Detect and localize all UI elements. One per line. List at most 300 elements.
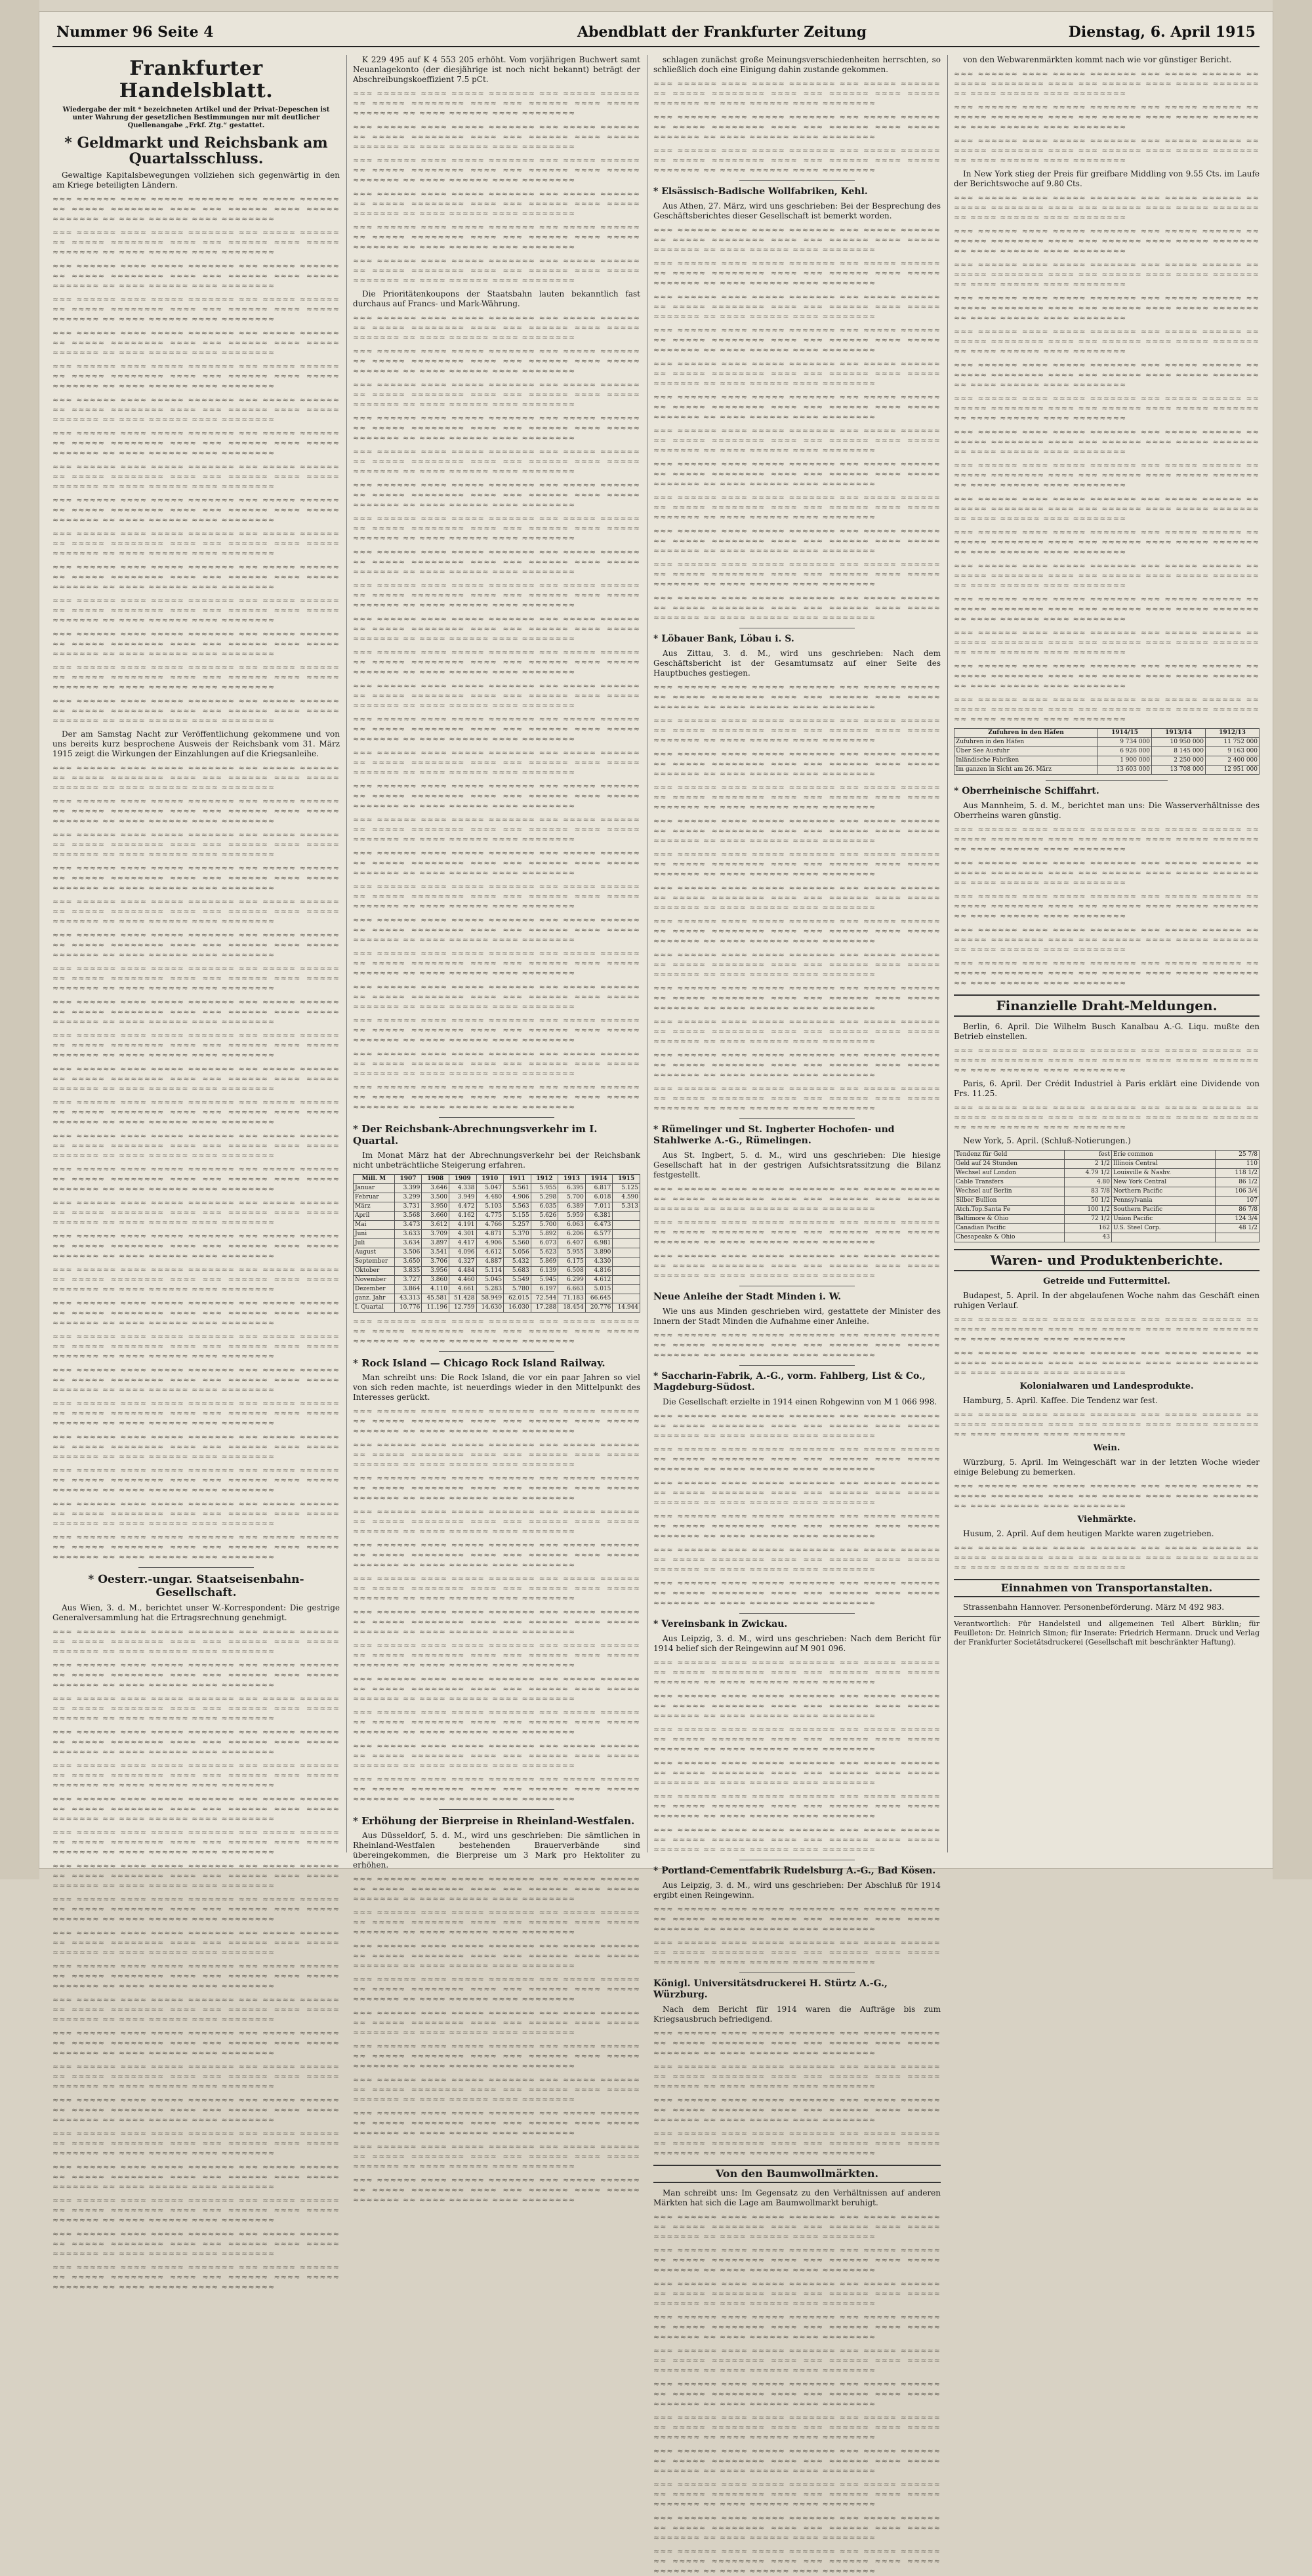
value-cell: 4.096 — [449, 1248, 476, 1257]
article-paragraph: Aus Leipzig, 3. d. M., wird uns geschrieben: Nach dem Bericht für 1914 belief sich der Reingewinn auf M 901 096. — [653, 1634, 941, 1653]
article-separator — [439, 1117, 554, 1118]
clearing-table — [353, 1174, 640, 1313]
illegible-text: ≈≈≈ ≈≈≈≈≈≈ ≈≈≈≈ ≈≈≈≈≈ ≈≈≈≈≈≈≈ ≈≈≈ ≈≈≈≈≈ ≈≈≈≈≈≈ ≈≈ ≈≈≈≈≈ ≈≈≈≈≈≈≈≈ ≈≈≈≈ ≈≈≈ ≈≈≈≈≈≈ ≈≈≈≈ ≈≈≈≈≈ ≈≈≈≈≈≈≈ ≈≈ ≈≈≈≈ ≈≈≈≈≈≈ ≈≈≈≈ ≈≈≈≈≈≈≈≈ — [653, 113, 941, 141]
article-paragraph: Man schreibt uns: Im Gegensatz zu den Verhältnissen auf anderen Märkten hat sich die Lage am Baumwollmarkt beruhigt. — [653, 2188, 941, 2207]
value-cell: 5.045 — [476, 1276, 504, 1285]
value-cell: 5.298 — [531, 1193, 558, 1202]
illegible-text: ≈≈≈ ≈≈≈≈≈≈ ≈≈≈≈ ≈≈≈≈≈ ≈≈≈≈≈≈≈ ≈≈≈ ≈≈≈≈≈ ≈≈≈≈≈≈ ≈≈ ≈≈≈≈≈ ≈≈≈≈≈≈≈≈ ≈≈≈≈ ≈≈≈ ≈≈≈≈≈≈ ≈≈≈≈ ≈≈≈≈≈ ≈≈≈≈≈≈≈ ≈≈ ≈≈≈≈ ≈≈≈≈≈≈ ≈≈≈≈ ≈≈≈≈≈≈≈≈ — [353, 1083, 640, 1111]
illegible-text: ≈≈≈ ≈≈≈≈≈≈ ≈≈≈≈ ≈≈≈≈≈ ≈≈≈≈≈≈≈ ≈≈≈ ≈≈≈≈≈ ≈≈≈≈≈≈ ≈≈ ≈≈≈≈≈ ≈≈≈≈≈≈≈≈ ≈≈≈≈ ≈≈≈ ≈≈≈≈≈≈ ≈≈≈≈ ≈≈≈≈≈ ≈≈≈≈≈≈≈ ≈≈ ≈≈≈≈ ≈≈≈≈≈≈ ≈≈≈≈ ≈≈≈≈≈≈≈≈ — [353, 256, 640, 285]
quote-value: 4.79 1/2 — [1064, 1169, 1111, 1178]
value-cell: 5.892 — [531, 1230, 558, 1239]
month-cell: Januar — [354, 1184, 395, 1193]
article-title: * Geldmarkt und Reichsbank am Quartalsschluss. — [64, 134, 328, 167]
value-cell: 5.125 — [613, 1184, 640, 1193]
illegible-text: ≈≈≈ ≈≈≈≈≈≈ ≈≈≈≈ ≈≈≈≈≈ ≈≈≈≈≈≈≈ ≈≈≈ ≈≈≈≈≈ ≈≈≈≈≈≈ ≈≈ ≈≈≈≈≈ ≈≈≈≈≈≈≈≈ ≈≈≈≈ ≈≈≈ ≈≈≈≈≈≈ ≈≈≈≈ ≈≈≈≈≈ ≈≈≈≈≈≈≈ ≈≈ ≈≈≈≈ ≈≈≈≈≈≈ ≈≈≈≈ ≈≈≈≈≈≈≈≈ — [353, 156, 640, 184]
illegible-text: ≈≈≈ ≈≈≈≈≈≈ ≈≈≈≈ ≈≈≈≈≈ ≈≈≈≈≈≈≈ ≈≈≈ ≈≈≈≈≈ ≈≈≈≈≈≈ ≈≈ ≈≈≈≈≈ ≈≈≈≈≈≈≈≈ ≈≈≈≈ ≈≈≈ ≈≈≈≈≈≈ ≈≈≈≈ ≈≈≈≈≈ ≈≈≈≈≈≈≈ ≈≈ ≈≈≈≈ ≈≈≈≈≈≈ ≈≈≈≈ ≈≈≈≈≈≈≈≈ — [353, 1641, 640, 1669]
illegible-text: ≈≈≈ ≈≈≈≈≈≈ ≈≈≈≈ ≈≈≈≈≈ ≈≈≈≈≈≈≈ ≈≈≈ ≈≈≈≈≈ ≈≈≈≈≈≈ ≈≈ ≈≈≈≈≈ ≈≈≈≈≈≈≈≈ ≈≈≈≈ ≈≈≈ ≈≈≈≈≈≈ ≈≈≈≈ ≈≈≈≈≈ ≈≈≈≈≈≈≈ ≈≈ ≈≈≈≈ ≈≈≈≈≈≈ ≈≈≈≈ ≈≈≈≈≈≈≈≈ — [954, 227, 1260, 255]
illegible-text: ≈≈≈ ≈≈≈≈≈≈ ≈≈≈≈ ≈≈≈≈≈ ≈≈≈≈≈≈≈ ≈≈≈ ≈≈≈≈≈ ≈≈≈≈≈≈ ≈≈ ≈≈≈≈≈ ≈≈≈≈≈≈≈≈ ≈≈≈≈ ≈≈≈ ≈≈≈≈≈≈ ≈≈≈≈ ≈≈≈≈≈ ≈≈≈≈≈≈≈ ≈≈ ≈≈≈≈ ≈≈≈≈≈≈ ≈≈≈≈ ≈≈≈≈≈≈≈≈ — [353, 849, 640, 877]
value-cell: 3.897 — [422, 1239, 449, 1248]
illegible-text: ≈≈≈ ≈≈≈≈≈≈ ≈≈≈≈ ≈≈≈≈≈ ≈≈≈≈≈≈≈ ≈≈≈ ≈≈≈≈≈ ≈≈≈≈≈≈ ≈≈ ≈≈≈≈≈ ≈≈≈≈≈≈≈≈ ≈≈≈≈ ≈≈≈ ≈≈≈≈≈≈ ≈≈≈≈ ≈≈≈≈≈ ≈≈≈≈≈≈≈ ≈≈ ≈≈≈≈ ≈≈≈≈≈≈ ≈≈≈≈ ≈≈≈≈≈≈≈≈ — [653, 783, 941, 811]
value-cell: 3.864 — [394, 1285, 422, 1294]
illegible-text: ≈≈≈ ≈≈≈≈≈≈ ≈≈≈≈ ≈≈≈≈≈ ≈≈≈≈≈≈≈ ≈≈≈ ≈≈≈≈≈ ≈≈≈≈≈≈ ≈≈ ≈≈≈≈≈ ≈≈≈≈≈≈≈≈ ≈≈≈≈ ≈≈≈ ≈≈≈≈≈≈ ≈≈≈≈ ≈≈≈≈≈ ≈≈≈≈≈≈≈ ≈≈ ≈≈≈≈ ≈≈≈≈≈≈ ≈≈≈≈ ≈≈≈≈≈≈≈≈ — [353, 481, 640, 509]
month-cell: März — [354, 1202, 395, 1212]
illegible-text: ≈≈≈ ≈≈≈≈≈≈ ≈≈≈≈ ≈≈≈≈≈ ≈≈≈≈≈≈≈ ≈≈≈ ≈≈≈≈≈ ≈≈≈≈≈≈ ≈≈ ≈≈≈≈≈ ≈≈≈≈≈≈≈≈ ≈≈≈≈ ≈≈≈ ≈≈≈≈≈≈ ≈≈≈≈ ≈≈≈≈≈ ≈≈≈≈≈≈≈ ≈≈ ≈≈≈≈ ≈≈≈≈≈≈ ≈≈≈≈ ≈≈≈≈≈≈≈≈ — [52, 2230, 340, 2258]
value-cell: 6.206 — [558, 1230, 586, 1239]
article-paragraph: Man schreibt uns: Die Rock Island, die vor ein paar Jahren so viel von sich reden machte, ist neuerdings wieder in den Mittelpunkt des Interesses gerückt. — [353, 1373, 640, 1402]
illegible-text: ≈≈≈ ≈≈≈≈≈≈ ≈≈≈≈ ≈≈≈≈≈ ≈≈≈≈≈≈≈ ≈≈≈ ≈≈≈≈≈ ≈≈≈≈≈≈ ≈≈ ≈≈≈≈≈ ≈≈≈≈≈≈≈≈ ≈≈≈≈ ≈≈≈ ≈≈≈≈≈≈ ≈≈≈≈ ≈≈≈≈≈ ≈≈≈≈≈≈≈ ≈≈ ≈≈≈≈ ≈≈≈≈≈≈ ≈≈≈≈ ≈≈≈≈≈≈≈≈ — [954, 260, 1260, 289]
value-cell: 4.775 — [476, 1212, 504, 1221]
illegible-text: ≈≈≈ ≈≈≈≈≈≈ ≈≈≈≈ ≈≈≈≈≈ ≈≈≈≈≈≈≈ ≈≈≈ ≈≈≈≈≈ ≈≈≈≈≈≈ ≈≈ ≈≈≈≈≈ ≈≈≈≈≈≈≈≈ ≈≈≈≈ ≈≈≈ ≈≈≈≈≈≈ ≈≈≈≈ ≈≈≈≈≈ ≈≈≈≈≈≈≈ ≈≈ ≈≈≈≈ ≈≈≈≈≈≈ ≈≈≈≈ ≈≈≈≈≈≈≈≈ — [353, 223, 640, 251]
illegible-text: ≈≈≈ ≈≈≈≈≈≈ ≈≈≈≈ ≈≈≈≈≈ ≈≈≈≈≈≈≈ ≈≈≈ ≈≈≈≈≈ ≈≈≈≈≈≈ ≈≈ ≈≈≈≈≈ ≈≈≈≈≈≈≈≈ ≈≈≈≈ ≈≈≈ ≈≈≈≈≈≈ ≈≈≈≈ ≈≈≈≈≈ ≈≈≈≈≈≈≈ ≈≈ ≈≈≈≈ ≈≈≈≈≈≈ ≈≈≈≈ ≈≈≈≈≈≈≈≈ — [52, 295, 340, 323]
column-rule — [947, 55, 948, 1852]
illegible-text: ≈≈≈ ≈≈≈≈≈≈ ≈≈≈≈ ≈≈≈≈≈ ≈≈≈≈≈≈≈ ≈≈≈ ≈≈≈≈≈ ≈≈≈≈≈≈ ≈≈ ≈≈≈≈≈ ≈≈≈≈≈≈≈≈ ≈≈≈≈ ≈≈≈ ≈≈≈≈≈≈ ≈≈≈≈ ≈≈≈≈≈ ≈≈≈≈≈≈≈ ≈≈ ≈≈≈≈ ≈≈≈≈≈≈ ≈≈≈≈ ≈≈≈≈≈≈≈≈ — [653, 1826, 941, 1854]
value-cell: 5.103 — [476, 1202, 504, 1212]
year-header: 1913/14 — [1152, 729, 1206, 738]
illegible-text: ≈≈≈ ≈≈≈≈≈≈ ≈≈≈≈ ≈≈≈≈≈ ≈≈≈≈≈≈≈ ≈≈≈ ≈≈≈≈≈ ≈≈≈≈≈≈ ≈≈ ≈≈≈≈≈ ≈≈≈≈≈≈≈≈ ≈≈≈≈ ≈≈≈ ≈≈≈≈≈≈ ≈≈≈≈ ≈≈≈≈≈ ≈≈≈≈≈≈≈ ≈≈ ≈≈≈≈ ≈≈≈≈≈≈ ≈≈≈≈ ≈≈≈≈≈≈≈≈ — [52, 195, 340, 223]
illegible-text: ≈≈≈ ≈≈≈≈≈≈ ≈≈≈≈ ≈≈≈≈≈ ≈≈≈≈≈≈≈ ≈≈≈ ≈≈≈≈≈ ≈≈≈≈≈≈ ≈≈ ≈≈≈≈≈ ≈≈≈≈≈≈≈≈ ≈≈≈≈ ≈≈≈ ≈≈≈≈≈≈ ≈≈≈≈ ≈≈≈≈≈ ≈≈≈≈≈≈≈ ≈≈ ≈≈≈≈ ≈≈≈≈≈≈ ≈≈≈≈ ≈≈≈≈≈≈≈≈ — [954, 136, 1260, 165]
article-paragraph: schlagen zunächst große Meinungsverschiedenheiten herrschten, so schließlich doch eine Einigung dahin zustande gekommen. — [653, 55, 941, 74]
value-cell: 3.731 — [394, 1202, 422, 1212]
value-cell: 6.035 — [531, 1202, 558, 1212]
illegible-text: ≈≈≈ ≈≈≈≈≈≈ ≈≈≈≈ ≈≈≈≈≈ ≈≈≈≈≈≈≈ ≈≈≈ ≈≈≈≈≈ ≈≈≈≈≈≈ ≈≈ ≈≈≈≈≈ ≈≈≈≈≈≈≈≈ ≈≈≈≈ ≈≈≈ ≈≈≈≈≈≈ ≈≈≈≈ ≈≈≈≈≈ ≈≈≈≈≈≈≈ ≈≈ ≈≈≈≈ ≈≈≈≈≈≈ ≈≈≈≈ ≈≈≈≈≈≈≈≈ — [954, 1046, 1260, 1074]
illegible-text: ≈≈≈ ≈≈≈≈≈≈ ≈≈≈≈ ≈≈≈≈≈ ≈≈≈≈≈≈≈ ≈≈≈ ≈≈≈≈≈ ≈≈≈≈≈≈ ≈≈ ≈≈≈≈≈ ≈≈≈≈≈≈≈≈ ≈≈≈≈ ≈≈≈ ≈≈≈≈≈≈ ≈≈≈≈ ≈≈≈≈≈ ≈≈≈≈≈≈≈ ≈≈ ≈≈≈≈ ≈≈≈≈≈≈ ≈≈≈≈ ≈≈≈≈≈≈≈≈ — [653, 326, 941, 354]
illegible-text: ≈≈≈ ≈≈≈≈≈≈ ≈≈≈≈ ≈≈≈≈≈ ≈≈≈≈≈≈≈ ≈≈≈ ≈≈≈≈≈ ≈≈≈≈≈≈ ≈≈ ≈≈≈≈≈ ≈≈≈≈≈≈≈≈ ≈≈≈≈ ≈≈≈ ≈≈≈≈≈≈ ≈≈≈≈ ≈≈≈≈≈ ≈≈≈≈≈≈≈ ≈≈ ≈≈≈≈ ≈≈≈≈≈≈ ≈≈≈≈ ≈≈≈≈≈≈≈≈ — [954, 959, 1260, 987]
table-row — [354, 1303, 640, 1313]
value-cell: 4.162 — [449, 1212, 476, 1221]
value-cell: 4.766 — [476, 1221, 504, 1230]
value-cell: 5.549 — [504, 1276, 531, 1285]
article-paragraph: Wie uns aus Minden geschrieben wird, gestattete der Minister des Innern der Stadt Minden die Aufnahme einer Anleihe. — [653, 1307, 941, 1326]
article-paragraph: Der am Samstag Nacht zur Veröffentlichung gekommene und von uns bereits kurz besprochene Ausweis der Reichsbank vom 31. März 1915 zeigt die Wirkungen der Einzahlungen auf die Kriegsanleihe. — [52, 729, 340, 758]
article-paragraph: Die Gesellschaft erzielte in 1914 einen Rohgewinn von M 1 066 998. — [663, 1397, 937, 1406]
article-separator — [739, 1613, 854, 1614]
illegible-text: ≈≈≈ ≈≈≈≈≈≈ ≈≈≈≈ ≈≈≈≈≈ ≈≈≈≈≈≈≈ ≈≈≈ ≈≈≈≈≈ ≈≈≈≈≈≈ ≈≈ ≈≈≈≈≈ ≈≈≈≈≈≈≈≈ ≈≈≈≈ ≈≈≈ ≈≈≈≈≈≈ ≈≈≈≈ ≈≈≈≈≈ ≈≈≈≈≈≈≈ ≈≈ ≈≈≈≈ ≈≈≈≈≈≈ ≈≈≈≈ ≈≈≈≈≈≈≈≈ — [653, 146, 941, 174]
illegible-text: ≈≈≈ ≈≈≈≈≈≈ ≈≈≈≈ ≈≈≈≈≈ ≈≈≈≈≈≈≈ ≈≈≈ ≈≈≈≈≈ ≈≈≈≈≈≈ ≈≈ ≈≈≈≈≈ ≈≈≈≈≈≈≈≈ ≈≈≈≈ ≈≈≈ ≈≈≈≈≈≈ ≈≈≈≈ ≈≈≈≈≈ ≈≈≈≈≈≈≈ ≈≈ ≈≈≈≈ ≈≈≈≈≈≈ ≈≈≈≈ ≈≈≈≈≈≈≈≈ — [653, 1252, 941, 1280]
subsection-heading: Viehmärkte. — [1077, 1515, 1136, 1524]
value-cell: 6.139 — [531, 1267, 558, 1276]
year-header: 1909 — [449, 1175, 476, 1184]
value-cell: 6.577 — [585, 1230, 613, 1239]
illegible-text: ≈≈≈ ≈≈≈≈≈≈ ≈≈≈≈ ≈≈≈≈≈ ≈≈≈≈≈≈≈ ≈≈≈ ≈≈≈≈≈ ≈≈≈≈≈≈ ≈≈ ≈≈≈≈≈ ≈≈≈≈≈≈≈≈ ≈≈≈≈ ≈≈≈ ≈≈≈≈≈≈ ≈≈≈≈ ≈≈≈≈≈ ≈≈≈≈≈≈≈ ≈≈ ≈≈≈≈ ≈≈≈≈≈≈ ≈≈≈≈ ≈≈≈≈≈≈≈≈ — [653, 2413, 941, 2442]
illegible-text: ≈≈≈ ≈≈≈≈≈≈ ≈≈≈≈ ≈≈≈≈≈ ≈≈≈≈≈≈≈ ≈≈≈ ≈≈≈≈≈ ≈≈≈≈≈≈ ≈≈ ≈≈≈≈≈ ≈≈≈≈≈≈≈≈ ≈≈≈≈ ≈≈≈ ≈≈≈≈≈≈ ≈≈≈≈ ≈≈≈≈≈ ≈≈≈≈≈≈≈ ≈≈ ≈≈≈≈ ≈≈≈≈≈≈ ≈≈≈≈ ≈≈≈≈≈≈≈≈ — [653, 2280, 941, 2308]
illegible-text: ≈≈≈ ≈≈≈≈≈≈ ≈≈≈≈ ≈≈≈≈≈ ≈≈≈≈≈≈≈ ≈≈≈ ≈≈≈≈≈ ≈≈≈≈≈≈ ≈≈ ≈≈≈≈≈ ≈≈≈≈≈≈≈≈ ≈≈≈≈ ≈≈≈ ≈≈≈≈≈≈ ≈≈≈≈ ≈≈≈≈≈ ≈≈≈≈≈≈≈ ≈≈ ≈≈≈≈ ≈≈≈≈≈≈ ≈≈≈≈ ≈≈≈≈≈≈≈≈ — [653, 2062, 941, 2091]
value-cell: 5.432 — [504, 1257, 531, 1267]
value-cell: 4.887 — [476, 1257, 504, 1267]
table-row — [354, 1184, 640, 1193]
illegible-text: ≈≈≈ ≈≈≈≈≈≈ ≈≈≈≈ ≈≈≈≈≈ ≈≈≈≈≈≈≈ ≈≈≈ ≈≈≈≈≈ ≈≈≈≈≈≈ ≈≈ ≈≈≈≈≈ ≈≈≈≈≈≈≈≈ ≈≈≈≈ ≈≈≈ ≈≈≈≈≈≈ ≈≈≈≈ ≈≈≈≈≈ ≈≈≈≈≈≈≈ ≈≈ ≈≈≈≈ ≈≈≈≈≈≈ ≈≈≈≈ ≈≈≈≈≈≈≈≈ — [353, 2042, 640, 2070]
value-cell — [613, 1230, 640, 1239]
illegible-text: ≈≈≈ ≈≈≈≈≈≈ ≈≈≈≈ ≈≈≈≈≈ ≈≈≈≈≈≈≈ ≈≈≈ ≈≈≈≈≈ ≈≈≈≈≈≈ ≈≈ ≈≈≈≈≈ ≈≈≈≈≈≈≈≈ ≈≈≈≈ ≈≈≈ ≈≈≈≈≈≈ ≈≈≈≈ ≈≈≈≈≈ ≈≈≈≈≈≈≈ ≈≈ ≈≈≈≈ ≈≈≈≈≈≈ ≈≈≈≈ ≈≈≈≈≈≈≈≈ — [954, 1349, 1260, 1377]
table-row — [354, 1294, 640, 1303]
imprint: Verantwortlich: Für Handelsteil und allgemeinen Teil Albert Bürklin; für Feuilleton: Dr. Heinrich Simon; für Inserate: Friedrich Hermann. Druck und Verlag der Frankfurter Societätsdruckerei (Gesellschaft mit beschränkter Haftung). — [954, 1616, 1260, 1647]
quote-value: 48 1/2 — [1215, 1224, 1259, 1233]
illegible-text: ≈≈≈ ≈≈≈≈≈≈ ≈≈≈≈ ≈≈≈≈≈ ≈≈≈≈≈≈≈ ≈≈≈ ≈≈≈≈≈ ≈≈≈≈≈≈ ≈≈ ≈≈≈≈≈ ≈≈≈≈≈≈≈≈ ≈≈≈≈ ≈≈≈ ≈≈≈≈≈≈ ≈≈≈≈ ≈≈≈≈≈ ≈≈≈≈≈≈≈ ≈≈ ≈≈≈≈ ≈≈≈≈≈≈ ≈≈≈≈ ≈≈≈≈≈≈≈≈ — [353, 1541, 640, 1569]
illegible-text: ≈≈≈ ≈≈≈≈≈≈ ≈≈≈≈ ≈≈≈≈≈ ≈≈≈≈≈≈≈ ≈≈≈ ≈≈≈≈≈ ≈≈≈≈≈≈ ≈≈ ≈≈≈≈≈ ≈≈≈≈≈≈≈≈ ≈≈≈≈ ≈≈≈ ≈≈≈≈≈≈ ≈≈≈≈ ≈≈≈≈≈ ≈≈≈≈≈≈≈ ≈≈ ≈≈≈≈ ≈≈≈≈≈≈ ≈≈≈≈ ≈≈≈≈≈≈≈≈ — [353, 815, 640, 844]
value-cell: 43.313 — [394, 1294, 422, 1303]
illegible-text: ≈≈≈ ≈≈≈≈≈≈ ≈≈≈≈ ≈≈≈≈≈ ≈≈≈≈≈≈≈ ≈≈≈ ≈≈≈≈≈ ≈≈≈≈≈≈ ≈≈ ≈≈≈≈≈ ≈≈≈≈≈≈≈≈ ≈≈≈≈ ≈≈≈ ≈≈≈≈≈≈ ≈≈≈≈ ≈≈≈≈≈ ≈≈≈≈≈≈≈ ≈≈ ≈≈≈≈ ≈≈≈≈≈≈ ≈≈≈≈ ≈≈≈≈≈≈≈≈ — [653, 1331, 941, 1359]
value-cell: 6.175 — [558, 1257, 586, 1267]
illegible-text: ≈≈≈ ≈≈≈≈≈≈ ≈≈≈≈ ≈≈≈≈≈ ≈≈≈≈≈≈≈ ≈≈≈ ≈≈≈≈≈ ≈≈≈≈≈≈ ≈≈ ≈≈≈≈≈ ≈≈≈≈≈≈≈≈ ≈≈≈≈ ≈≈≈ ≈≈≈≈≈≈ ≈≈≈≈ ≈≈≈≈≈ ≈≈≈≈≈≈≈ ≈≈ ≈≈≈≈ ≈≈≈≈≈≈ ≈≈≈≈ ≈≈≈≈≈≈≈≈ — [653, 460, 941, 488]
year-header: 1911 — [504, 1175, 531, 1184]
illegible-text: ≈≈≈ ≈≈≈≈≈≈ ≈≈≈≈ ≈≈≈≈≈ ≈≈≈≈≈≈≈ ≈≈≈ ≈≈≈≈≈ ≈≈≈≈≈≈ ≈≈ ≈≈≈≈≈ ≈≈≈≈≈≈≈≈ ≈≈≈≈ ≈≈≈ ≈≈≈≈≈≈ ≈≈≈≈ ≈≈≈≈≈ ≈≈≈≈≈≈≈ ≈≈ ≈≈≈≈ ≈≈≈≈≈≈ ≈≈≈≈ ≈≈≈≈≈≈≈≈ — [52, 1627, 340, 1656]
illegible-text: ≈≈≈ ≈≈≈≈≈≈ ≈≈≈≈ ≈≈≈≈≈ ≈≈≈≈≈≈≈ ≈≈≈ ≈≈≈≈≈ ≈≈≈≈≈≈ ≈≈ ≈≈≈≈≈ ≈≈≈≈≈≈≈≈ ≈≈≈≈ ≈≈≈ ≈≈≈≈≈≈ ≈≈≈≈ ≈≈≈≈≈ ≈≈≈≈≈≈≈ ≈≈ ≈≈≈≈ ≈≈≈≈≈≈ ≈≈≈≈ ≈≈≈≈≈≈≈≈ — [52, 1198, 340, 1227]
value-cell: 72.544 — [531, 1294, 558, 1303]
quote-name: Northern Pacific — [1111, 1187, 1215, 1196]
table-row — [354, 1230, 640, 1239]
illegible-text: ≈≈≈ ≈≈≈≈≈≈ ≈≈≈≈ ≈≈≈≈≈ ≈≈≈≈≈≈≈ ≈≈≈ ≈≈≈≈≈ ≈≈≈≈≈≈ ≈≈ ≈≈≈≈≈ ≈≈≈≈≈≈≈≈ ≈≈≈≈ ≈≈≈ ≈≈≈≈≈≈ ≈≈≈≈ ≈≈≈≈≈ ≈≈≈≈≈≈≈ ≈≈ ≈≈≈≈ ≈≈≈≈≈≈ ≈≈≈≈ ≈≈≈≈≈≈≈≈ — [353, 2075, 640, 2104]
month-cell: Februar — [354, 1193, 395, 1202]
illegible-text: ≈≈≈ ≈≈≈≈≈≈ ≈≈≈≈ ≈≈≈≈≈ ≈≈≈≈≈≈≈ ≈≈≈ ≈≈≈≈≈ ≈≈≈≈≈≈ ≈≈ ≈≈≈≈≈ ≈≈≈≈≈≈≈≈ ≈≈≈≈ ≈≈≈ ≈≈≈≈≈≈ ≈≈≈≈ ≈≈≈≈≈ ≈≈≈≈≈≈≈ ≈≈ ≈≈≈≈ ≈≈≈≈≈≈ ≈≈≈≈ ≈≈≈≈≈≈≈≈ — [52, 429, 340, 457]
value-cell: 6.389 — [558, 1202, 586, 1212]
illegible-text: ≈≈≈ ≈≈≈≈≈≈ ≈≈≈≈ ≈≈≈≈≈ ≈≈≈≈≈≈≈ ≈≈≈ ≈≈≈≈≈ ≈≈≈≈≈≈ ≈≈ ≈≈≈≈≈ ≈≈≈≈≈≈≈≈ ≈≈≈≈ ≈≈≈ ≈≈≈≈≈≈ ≈≈≈≈ ≈≈≈≈≈ ≈≈≈≈≈≈≈ ≈≈ ≈≈≈≈ ≈≈≈≈≈≈ ≈≈≈≈ ≈≈≈≈≈≈≈≈ — [52, 1929, 340, 1957]
quote-name: Baltimore & Ohio — [954, 1215, 1065, 1224]
illegible-text: ≈≈≈ ≈≈≈≈≈≈ ≈≈≈≈ ≈≈≈≈≈ ≈≈≈≈≈≈≈ ≈≈≈ ≈≈≈≈≈ ≈≈≈≈≈≈ ≈≈ ≈≈≈≈≈ ≈≈≈≈≈≈≈≈ ≈≈≈≈ ≈≈≈ ≈≈≈≈≈≈ ≈≈≈≈ ≈≈≈≈≈ ≈≈≈≈≈≈≈ ≈≈ ≈≈≈≈ ≈≈≈≈≈≈ ≈≈≈≈ ≈≈≈≈≈≈≈≈ — [954, 461, 1260, 489]
illegible-text: ≈≈≈ ≈≈≈≈≈≈ ≈≈≈≈ ≈≈≈≈≈ ≈≈≈≈≈≈≈ ≈≈≈ ≈≈≈≈≈ ≈≈≈≈≈≈ ≈≈ ≈≈≈≈≈ ≈≈≈≈≈≈≈≈ ≈≈≈≈ ≈≈≈ ≈≈≈≈≈≈ ≈≈≈≈ ≈≈≈≈≈ ≈≈≈≈≈≈≈ ≈≈ ≈≈≈≈ ≈≈≈≈≈≈ ≈≈≈≈ ≈≈≈≈≈≈≈≈ — [653, 984, 941, 1012]
quote-value — [1215, 1233, 1259, 1242]
value-cell: 4.460 — [449, 1276, 476, 1285]
table-row — [354, 1267, 640, 1276]
illegible-text: ≈≈≈ ≈≈≈≈≈≈ ≈≈≈≈ ≈≈≈≈≈ ≈≈≈≈≈≈≈ ≈≈≈ ≈≈≈≈≈ ≈≈≈≈≈≈ ≈≈ ≈≈≈≈≈ ≈≈≈≈≈≈≈≈ ≈≈≈≈ ≈≈≈ ≈≈≈≈≈≈ ≈≈≈≈ ≈≈≈≈≈ ≈≈≈≈≈≈≈ ≈≈ ≈≈≈≈ ≈≈≈≈≈≈ ≈≈≈≈ ≈≈≈≈≈≈≈≈ — [353, 1441, 640, 1469]
article-paragraph: Nach dem Bericht für 1914 waren die Aufträge bis zum Kriegsausbruch befriedigend. — [653, 2005, 941, 2024]
article-paragraph: Aus Wien, 3. d. M., berichtet unser W.-Korrespondent: Die gestrige Generalversammlung hat die Ertragsrechnung genehmigt. — [52, 1603, 340, 1622]
table-header-row — [354, 1175, 640, 1184]
illegible-text: ≈≈≈ ≈≈≈≈≈≈ ≈≈≈≈ ≈≈≈≈≈ ≈≈≈≈≈≈≈ ≈≈≈ ≈≈≈≈≈ ≈≈≈≈≈≈ ≈≈ ≈≈≈≈≈ ≈≈≈≈≈≈≈≈ ≈≈≈≈ ≈≈≈ ≈≈≈≈≈≈ ≈≈≈≈ ≈≈≈≈≈ ≈≈≈≈≈≈≈ ≈≈ ≈≈≈≈ ≈≈≈≈≈≈ ≈≈≈≈ ≈≈≈≈≈≈≈≈ — [954, 825, 1260, 853]
value-cell: 5.370 — [504, 1230, 531, 1239]
article-title: * Der Reichsbank-Abrechnungsverkehr im I. Quartal. — [353, 1123, 598, 1147]
illegible-text: ≈≈≈ ≈≈≈≈≈≈ ≈≈≈≈ ≈≈≈≈≈ ≈≈≈≈≈≈≈ ≈≈≈ ≈≈≈≈≈ ≈≈≈≈≈≈ ≈≈ ≈≈≈≈≈ ≈≈≈≈≈≈≈≈ ≈≈≈≈ ≈≈≈ ≈≈≈≈≈≈ ≈≈≈≈ ≈≈≈≈≈ ≈≈≈≈≈≈≈ ≈≈ ≈≈≈≈ ≈≈≈≈≈≈ ≈≈≈≈ ≈≈≈≈≈≈≈≈ — [353, 1016, 640, 1044]
article-title: * Rümelinger und St. Ingberter Hochofen- und Stahlwerke A.-G., Rümelingen. — [653, 1124, 895, 1146]
illegible-text: ≈≈≈ ≈≈≈≈≈≈ ≈≈≈≈ ≈≈≈≈≈ ≈≈≈≈≈≈≈ ≈≈≈ ≈≈≈≈≈ ≈≈≈≈≈≈ ≈≈ ≈≈≈≈≈ ≈≈≈≈≈≈≈≈ ≈≈≈≈ ≈≈≈ ≈≈≈≈≈≈ ≈≈≈≈ ≈≈≈≈≈ ≈≈≈≈≈≈≈ ≈≈ ≈≈≈≈ ≈≈≈≈≈≈ ≈≈≈≈ ≈≈≈≈≈≈≈≈ — [52, 1399, 340, 1427]
table-row — [954, 766, 1260, 775]
masthead: Abendblatt der Frankfurter Zeitung — [577, 24, 867, 41]
article-separator — [439, 1351, 554, 1352]
illegible-text: ≈≈≈ ≈≈≈≈≈≈ ≈≈≈≈ ≈≈≈≈≈ ≈≈≈≈≈≈≈ ≈≈≈ ≈≈≈≈≈ ≈≈≈≈≈≈ ≈≈ ≈≈≈≈≈ ≈≈≈≈≈≈≈≈ ≈≈≈≈ ≈≈≈ ≈≈≈≈≈≈ ≈≈≈≈ ≈≈≈≈≈ ≈≈≈≈≈≈≈ ≈≈ ≈≈≈≈ ≈≈≈≈≈≈ ≈≈≈≈ ≈≈≈≈≈≈≈≈ — [653, 1938, 941, 1967]
illegible-text: ≈≈≈ ≈≈≈≈≈≈ ≈≈≈≈ ≈≈≈≈≈ ≈≈≈≈≈≈≈ ≈≈≈ ≈≈≈≈≈ ≈≈≈≈≈≈ ≈≈ ≈≈≈≈≈ ≈≈≈≈≈≈≈≈ ≈≈≈≈ ≈≈≈ ≈≈≈≈≈≈ ≈≈≈≈ ≈≈≈≈≈ ≈≈≈≈≈≈≈ ≈≈ ≈≈≈≈ ≈≈≈≈≈≈ ≈≈≈≈ ≈≈≈≈≈≈≈≈ — [353, 1675, 640, 1703]
illegible-text: ≈≈≈ ≈≈≈≈≈≈ ≈≈≈≈ ≈≈≈≈≈ ≈≈≈≈≈≈≈ ≈≈≈ ≈≈≈≈≈ ≈≈≈≈≈≈ ≈≈ ≈≈≈≈≈ ≈≈≈≈≈≈≈≈ ≈≈≈≈ ≈≈≈ ≈≈≈≈≈≈ ≈≈≈≈ ≈≈≈≈≈ ≈≈≈≈≈≈≈ ≈≈ ≈≈≈≈ ≈≈≈≈≈≈ ≈≈≈≈ ≈≈≈≈≈≈≈≈ — [954, 70, 1260, 98]
telegram: Paris, 6. April. Der Crédit Industriel à Paris erklärt eine Dividende von Frs. 11.25. — [954, 1079, 1260, 1098]
illegible-text: ≈≈≈ ≈≈≈≈≈≈ ≈≈≈≈ ≈≈≈≈≈ ≈≈≈≈≈≈≈ ≈≈≈ ≈≈≈≈≈ ≈≈≈≈≈≈ ≈≈ ≈≈≈≈≈ ≈≈≈≈≈≈≈≈ ≈≈≈≈ ≈≈≈ ≈≈≈≈≈≈ ≈≈≈≈ ≈≈≈≈≈ ≈≈≈≈≈≈≈ ≈≈ ≈≈≈≈ ≈≈≈≈≈≈ ≈≈≈≈ ≈≈≈≈≈≈≈≈ — [653, 1579, 941, 1607]
illegible-text: ≈≈≈ ≈≈≈≈≈≈ ≈≈≈≈ ≈≈≈≈≈ ≈≈≈≈≈≈≈ ≈≈≈ ≈≈≈≈≈ ≈≈≈≈≈≈ ≈≈ ≈≈≈≈≈ ≈≈≈≈≈≈≈≈ ≈≈≈≈ ≈≈≈ ≈≈≈≈≈≈ ≈≈≈≈ ≈≈≈≈≈ ≈≈≈≈≈≈≈ ≈≈ ≈≈≈≈ ≈≈≈≈≈≈ ≈≈≈≈ ≈≈≈≈≈≈≈≈ — [653, 2246, 941, 2274]
illegible-text: ≈≈≈ ≈≈≈≈≈≈ ≈≈≈≈ ≈≈≈≈≈ ≈≈≈≈≈≈≈ ≈≈≈ ≈≈≈≈≈ ≈≈≈≈≈≈ ≈≈ ≈≈≈≈≈ ≈≈≈≈≈≈≈≈ ≈≈≈≈ ≈≈≈ ≈≈≈≈≈≈ ≈≈≈≈ ≈≈≈≈≈ ≈≈≈≈≈≈≈ ≈≈ ≈≈≈≈ ≈≈≈≈≈≈ ≈≈≈≈ ≈≈≈≈≈≈≈≈ — [653, 1658, 941, 1687]
value-cell: 4.612 — [585, 1276, 613, 1285]
quote-name: Tendenz für Geld — [954, 1151, 1065, 1160]
column-1 — [52, 55, 340, 2291]
value-cell: 5.700 — [558, 1193, 586, 1202]
quote-value: 72 1/2 — [1064, 1215, 1111, 1224]
quote-value: 86 1/2 — [1215, 1178, 1259, 1187]
value-cell: 3.950 — [422, 1202, 449, 1212]
value-cell: 3.660 — [422, 1212, 449, 1221]
illegible-text: ≈≈≈ ≈≈≈≈≈≈ ≈≈≈≈ ≈≈≈≈≈ ≈≈≈≈≈≈≈ ≈≈≈ ≈≈≈≈≈ ≈≈≈≈≈≈ ≈≈ ≈≈≈≈≈ ≈≈≈≈≈≈≈≈ ≈≈≈≈ ≈≈≈ ≈≈≈≈≈≈ ≈≈≈≈ ≈≈≈≈≈ ≈≈≈≈≈≈≈ ≈≈ ≈≈≈≈ ≈≈≈≈≈≈ ≈≈≈≈ ≈≈≈≈≈≈≈≈ — [653, 493, 941, 521]
year-header: 1914/15 — [1098, 729, 1152, 738]
value-cell: 4.612 — [476, 1248, 504, 1257]
article-separator — [739, 1365, 854, 1366]
value-cell: 9 734 000 — [1098, 738, 1152, 747]
illegible-text: ≈≈≈ ≈≈≈≈≈≈ ≈≈≈≈ ≈≈≈≈≈ ≈≈≈≈≈≈≈ ≈≈≈ ≈≈≈≈≈ ≈≈≈≈≈≈ ≈≈ ≈≈≈≈≈ ≈≈≈≈≈≈≈≈ ≈≈≈≈ ≈≈≈ ≈≈≈≈≈≈ ≈≈≈≈ ≈≈≈≈≈ ≈≈≈≈≈≈≈ ≈≈ ≈≈≈≈ ≈≈≈≈≈≈ ≈≈≈≈ ≈≈≈≈≈≈≈≈ — [954, 1103, 1260, 1132]
illegible-text: ≈≈≈ ≈≈≈≈≈≈ ≈≈≈≈ ≈≈≈≈≈ ≈≈≈≈≈≈≈ ≈≈≈ ≈≈≈≈≈ ≈≈≈≈≈≈ ≈≈ ≈≈≈≈≈ ≈≈≈≈≈≈≈≈ ≈≈≈≈ ≈≈≈ ≈≈≈≈≈≈ ≈≈≈≈ ≈≈≈≈≈ ≈≈≈≈≈≈≈ ≈≈ ≈≈≈≈ ≈≈≈≈≈≈ ≈≈≈≈ ≈≈≈≈≈≈≈≈ — [52, 964, 340, 992]
table-row — [354, 1202, 640, 1212]
year-header: 1914 — [585, 1175, 613, 1184]
quote-name: Wechsel auf Berlin — [954, 1187, 1065, 1196]
quote-name: Geld auf 24 Stunden — [954, 1160, 1065, 1169]
article-paragraph: Aus St. Ingbert, 5. d. M., wird uns geschrieben: Die hiesige Gesellschaft hat in der gestrigen Aufsichtsratssitzung die Bilanz festgestellt. — [653, 1151, 941, 1179]
illegible-text: ≈≈≈ ≈≈≈≈≈≈ ≈≈≈≈ ≈≈≈≈≈ ≈≈≈≈≈≈≈ ≈≈≈ ≈≈≈≈≈ ≈≈≈≈≈≈ ≈≈ ≈≈≈≈≈ ≈≈≈≈≈≈≈≈ ≈≈≈≈ ≈≈≈ ≈≈≈≈≈≈ ≈≈≈≈ ≈≈≈≈≈ ≈≈≈≈≈≈≈ ≈≈ ≈≈≈≈ ≈≈≈≈≈≈ ≈≈≈≈ ≈≈≈≈≈≈≈≈ — [52, 1728, 340, 1756]
month-cell: Mai — [354, 1221, 395, 1230]
illegible-text: ≈≈≈ ≈≈≈≈≈≈ ≈≈≈≈ ≈≈≈≈≈ ≈≈≈≈≈≈≈ ≈≈≈ ≈≈≈≈≈ ≈≈≈≈≈≈ ≈≈ ≈≈≈≈≈ ≈≈≈≈≈≈≈≈ ≈≈≈≈ ≈≈≈ ≈≈≈≈≈≈ ≈≈≈≈ ≈≈≈≈≈ ≈≈≈≈≈≈≈ ≈≈ ≈≈≈≈ ≈≈≈≈≈≈ ≈≈≈≈ ≈≈≈≈≈≈≈≈ — [954, 562, 1260, 590]
article-paragraph: Strassenbahn Hannover. Personenbeförderung. März M 492 983. — [963, 1603, 1225, 1612]
label-cell: Inländische Fabriken — [954, 756, 1098, 766]
table-row — [354, 1257, 640, 1267]
illegible-text: ≈≈≈ ≈≈≈≈≈≈ ≈≈≈≈ ≈≈≈≈≈ ≈≈≈≈≈≈≈ ≈≈≈ ≈≈≈≈≈ ≈≈≈≈≈≈ ≈≈ ≈≈≈≈≈ ≈≈≈≈≈≈≈≈ ≈≈≈≈ ≈≈≈ ≈≈≈≈≈≈ ≈≈≈≈ ≈≈≈≈≈ ≈≈≈≈≈≈≈ ≈≈ ≈≈≈≈ ≈≈≈≈≈≈ ≈≈≈≈ ≈≈≈≈≈≈≈≈ — [954, 327, 1260, 356]
value-cell — [613, 1294, 640, 1303]
illegible-text: ≈≈≈ ≈≈≈≈≈≈ ≈≈≈≈ ≈≈≈≈≈ ≈≈≈≈≈≈≈ ≈≈≈ ≈≈≈≈≈ ≈≈≈≈≈≈ ≈≈ ≈≈≈≈≈ ≈≈≈≈≈≈≈≈ ≈≈≈≈ ≈≈≈ ≈≈≈≈≈≈ ≈≈≈≈ ≈≈≈≈≈ ≈≈≈≈≈≈≈ ≈≈ ≈≈≈≈ ≈≈≈≈≈≈ ≈≈≈≈ ≈≈≈≈≈≈≈≈ — [353, 1574, 640, 1603]
illegible-text: ≈≈≈ ≈≈≈≈≈≈ ≈≈≈≈ ≈≈≈≈≈ ≈≈≈≈≈≈≈ ≈≈≈ ≈≈≈≈≈ ≈≈≈≈≈≈ ≈≈ ≈≈≈≈≈ ≈≈≈≈≈≈≈≈ ≈≈≈≈ ≈≈≈ ≈≈≈≈≈≈ ≈≈≈≈ ≈≈≈≈≈ ≈≈≈≈≈≈≈ ≈≈ ≈≈≈≈ ≈≈≈≈≈≈ ≈≈≈≈ ≈≈≈≈≈≈≈≈ — [653, 1445, 941, 1473]
value-cell: 5.257 — [504, 1221, 531, 1230]
illegible-text: ≈≈≈ ≈≈≈≈≈≈ ≈≈≈≈ ≈≈≈≈≈ ≈≈≈≈≈≈≈ ≈≈≈ ≈≈≈≈≈ ≈≈≈≈≈≈ ≈≈ ≈≈≈≈≈ ≈≈≈≈≈≈≈≈ ≈≈≈≈ ≈≈≈ ≈≈≈≈≈≈ ≈≈≈≈ ≈≈≈≈≈ ≈≈≈≈≈≈≈ ≈≈ ≈≈≈≈ ≈≈≈≈≈≈ ≈≈≈≈ ≈≈≈≈≈≈≈≈ — [653, 293, 941, 321]
value-cell: 5.955 — [558, 1248, 586, 1257]
value-cell: 4.661 — [449, 1285, 476, 1294]
illegible-text: ≈≈≈ ≈≈≈≈≈≈ ≈≈≈≈ ≈≈≈≈≈ ≈≈≈≈≈≈≈ ≈≈≈ ≈≈≈≈≈ ≈≈≈≈≈≈ ≈≈ ≈≈≈≈≈ ≈≈≈≈≈≈≈≈ ≈≈≈≈ ≈≈≈ ≈≈≈≈≈≈ ≈≈≈≈ ≈≈≈≈≈ ≈≈≈≈≈≈≈ ≈≈ ≈≈≈≈ ≈≈≈≈≈≈ ≈≈≈≈ ≈≈≈≈≈≈≈≈ — [353, 1317, 640, 1345]
value-cell: 5.560 — [504, 1239, 531, 1248]
illegible-text: ≈≈≈ ≈≈≈≈≈≈ ≈≈≈≈ ≈≈≈≈≈ ≈≈≈≈≈≈≈ ≈≈≈ ≈≈≈≈≈ ≈≈≈≈≈≈ ≈≈ ≈≈≈≈≈ ≈≈≈≈≈≈≈≈ ≈≈≈≈ ≈≈≈ ≈≈≈≈≈≈ ≈≈≈≈ ≈≈≈≈≈ ≈≈≈≈≈≈≈ ≈≈ ≈≈≈≈ ≈≈≈≈≈≈ ≈≈≈≈ ≈≈≈≈≈≈≈≈ — [52, 1895, 340, 1923]
illegible-text: ≈≈≈ ≈≈≈≈≈≈ ≈≈≈≈ ≈≈≈≈≈ ≈≈≈≈≈≈≈ ≈≈≈ ≈≈≈≈≈ ≈≈≈≈≈≈ ≈≈ ≈≈≈≈≈ ≈≈≈≈≈≈≈≈ ≈≈≈≈ ≈≈≈ ≈≈≈≈≈≈ ≈≈≈≈ ≈≈≈≈≈ ≈≈≈≈≈≈≈ ≈≈ ≈≈≈≈ ≈≈≈≈≈≈ ≈≈≈≈ ≈≈≈≈≈≈≈≈ — [653, 1218, 941, 1246]
illegible-text: ≈≈≈ ≈≈≈≈≈≈ ≈≈≈≈ ≈≈≈≈≈ ≈≈≈≈≈≈≈ ≈≈≈ ≈≈≈≈≈ ≈≈≈≈≈≈ ≈≈ ≈≈≈≈≈ ≈≈≈≈≈≈≈≈ ≈≈≈≈ ≈≈≈ ≈≈≈≈≈≈ ≈≈≈≈ ≈≈≈≈≈ ≈≈≈≈≈≈≈ ≈≈ ≈≈≈≈ ≈≈≈≈≈≈ ≈≈≈≈ ≈≈≈≈≈≈≈≈ — [52, 2163, 340, 2191]
illegible-text: ≈≈≈ ≈≈≈≈≈≈ ≈≈≈≈ ≈≈≈≈≈ ≈≈≈≈≈≈≈ ≈≈≈ ≈≈≈≈≈ ≈≈≈≈≈≈ ≈≈ ≈≈≈≈≈ ≈≈≈≈≈≈≈≈ ≈≈≈≈ ≈≈≈ ≈≈≈≈≈≈ ≈≈≈≈ ≈≈≈≈≈ ≈≈≈≈≈≈≈ ≈≈ ≈≈≈≈ ≈≈≈≈≈≈ ≈≈≈≈ ≈≈≈≈≈≈≈≈ — [52, 329, 340, 357]
illegible-text: ≈≈≈ ≈≈≈≈≈≈ ≈≈≈≈ ≈≈≈≈≈ ≈≈≈≈≈≈≈ ≈≈≈ ≈≈≈≈≈ ≈≈≈≈≈≈ ≈≈ ≈≈≈≈≈ ≈≈≈≈≈≈≈≈ ≈≈≈≈ ≈≈≈ ≈≈≈≈≈≈ ≈≈≈≈ ≈≈≈≈≈ ≈≈≈≈≈≈≈ ≈≈ ≈≈≈≈ ≈≈≈≈≈≈ ≈≈≈≈ ≈≈≈≈≈≈≈≈ — [653, 2029, 941, 2057]
table-header-label: Mill. M — [354, 1175, 395, 1184]
value-cell: 4.191 — [449, 1221, 476, 1230]
value-cell: 5.700 — [531, 1221, 558, 1230]
value-cell: 5.056 — [504, 1248, 531, 1257]
value-cell: 5.623 — [531, 1248, 558, 1257]
value-cell: 1 900 000 — [1098, 756, 1152, 766]
illegible-text: ≈≈≈ ≈≈≈≈≈≈ ≈≈≈≈ ≈≈≈≈≈ ≈≈≈≈≈≈≈ ≈≈≈ ≈≈≈≈≈ ≈≈≈≈≈≈ ≈≈ ≈≈≈≈≈ ≈≈≈≈≈≈≈≈ ≈≈≈≈ ≈≈≈ ≈≈≈≈≈≈ ≈≈≈≈ ≈≈≈≈≈ ≈≈≈≈≈≈≈ ≈≈ ≈≈≈≈ ≈≈≈≈≈≈ ≈≈≈≈ ≈≈≈≈≈≈≈≈ — [653, 393, 941, 421]
month-cell: ganz. Jahr — [354, 1294, 395, 1303]
value-cell: 6.381 — [585, 1212, 613, 1221]
ny-quotes-table — [954, 1150, 1260, 1242]
value-cell: 58.949 — [476, 1294, 504, 1303]
value-cell: 2 250 000 — [1152, 756, 1206, 766]
illegible-text: ≈≈≈ ≈≈≈≈≈≈ ≈≈≈≈ ≈≈≈≈≈ ≈≈≈≈≈≈≈ ≈≈≈ ≈≈≈≈≈ ≈≈≈≈≈≈ ≈≈ ≈≈≈≈≈ ≈≈≈≈≈≈≈≈ ≈≈≈≈ ≈≈≈ ≈≈≈≈≈≈ ≈≈≈≈ ≈≈≈≈≈ ≈≈≈≈≈≈≈ ≈≈ ≈≈≈≈ ≈≈≈≈≈≈ ≈≈≈≈ ≈≈≈≈≈≈≈≈ — [52, 697, 340, 725]
illegible-text: ≈≈≈ ≈≈≈≈≈≈ ≈≈≈≈ ≈≈≈≈≈ ≈≈≈≈≈≈≈ ≈≈≈ ≈≈≈≈≈ ≈≈≈≈≈≈ ≈≈ ≈≈≈≈≈ ≈≈≈≈≈≈≈≈ ≈≈≈≈ ≈≈≈ ≈≈≈≈≈≈ ≈≈≈≈ ≈≈≈≈≈ ≈≈≈≈≈≈≈ ≈≈ ≈≈≈≈ ≈≈≈≈≈≈ ≈≈≈≈ ≈≈≈≈≈≈≈≈ — [353, 682, 640, 710]
article-paragraph: Aus Mannheim, 5. d. M., berichtet man uns: Die Wasserverhältnisse des Oberrheins waren günstig. — [954, 801, 1260, 820]
month-cell: September — [354, 1257, 395, 1267]
illegible-text: ≈≈≈ ≈≈≈≈≈≈ ≈≈≈≈ ≈≈≈≈≈ ≈≈≈≈≈≈≈ ≈≈≈ ≈≈≈≈≈ ≈≈≈≈≈≈ ≈≈ ≈≈≈≈≈ ≈≈≈≈≈≈≈≈ ≈≈≈≈ ≈≈≈ ≈≈≈≈≈≈ ≈≈≈≈ ≈≈≈≈≈ ≈≈≈≈≈≈≈ ≈≈ ≈≈≈≈ ≈≈≈≈≈≈ ≈≈≈≈ ≈≈≈≈≈≈≈≈ — [653, 1725, 941, 1753]
quote-value: 4.80 — [1064, 1178, 1111, 1187]
quote-value: 107 — [1215, 1196, 1259, 1206]
quote-value: 106 3/4 — [1215, 1187, 1259, 1196]
month-cell: Dezember — [354, 1285, 395, 1294]
value-cell: 3.473 — [394, 1221, 422, 1230]
year-header: 1912/13 — [1206, 729, 1260, 738]
value-cell: 14.630 — [476, 1303, 504, 1313]
illegible-text: ≈≈≈ ≈≈≈≈≈≈ ≈≈≈≈ ≈≈≈≈≈ ≈≈≈≈≈≈≈ ≈≈≈ ≈≈≈≈≈ ≈≈≈≈≈≈ ≈≈ ≈≈≈≈≈ ≈≈≈≈≈≈≈≈ ≈≈≈≈ ≈≈≈ ≈≈≈≈≈≈ ≈≈≈≈ ≈≈≈≈≈ ≈≈≈≈≈≈≈ ≈≈ ≈≈≈≈ ≈≈≈≈≈≈ ≈≈≈≈ ≈≈≈≈≈≈≈≈ — [353, 414, 640, 442]
quote-name: U.S. Steel Corp. — [1111, 1224, 1215, 1233]
illegible-text: ≈≈≈ ≈≈≈≈≈≈ ≈≈≈≈ ≈≈≈≈≈ ≈≈≈≈≈≈≈ ≈≈≈ ≈≈≈≈≈ ≈≈≈≈≈≈ ≈≈ ≈≈≈≈≈ ≈≈≈≈≈≈≈≈ ≈≈≈≈ ≈≈≈ ≈≈≈≈≈≈ ≈≈≈≈ ≈≈≈≈≈ ≈≈≈≈≈≈≈ ≈≈ ≈≈≈≈ ≈≈≈≈≈≈ ≈≈≈≈ ≈≈≈≈≈≈≈≈ — [52, 1132, 340, 1160]
value-cell: 5.563 — [504, 1202, 531, 1212]
value-cell — [613, 1267, 640, 1276]
illegible-text: ≈≈≈ ≈≈≈≈≈≈ ≈≈≈≈ ≈≈≈≈≈ ≈≈≈≈≈≈≈ ≈≈≈ ≈≈≈≈≈ ≈≈≈≈≈≈ ≈≈ ≈≈≈≈≈ ≈≈≈≈≈≈≈≈ ≈≈≈≈ ≈≈≈ ≈≈≈≈≈≈ ≈≈≈≈ ≈≈≈≈≈ ≈≈≈≈≈≈≈ ≈≈ ≈≈≈≈ ≈≈≈≈≈≈ ≈≈≈≈ ≈≈≈≈≈≈≈≈ — [353, 2142, 640, 2171]
illegible-text: ≈≈≈ ≈≈≈≈≈≈ ≈≈≈≈ ≈≈≈≈≈ ≈≈≈≈≈≈≈ ≈≈≈ ≈≈≈≈≈ ≈≈≈≈≈≈ ≈≈ ≈≈≈≈≈ ≈≈≈≈≈≈≈≈ ≈≈≈≈ ≈≈≈ ≈≈≈≈≈≈ ≈≈≈≈ ≈≈≈≈≈ ≈≈≈≈≈≈≈ ≈≈ ≈≈≈≈ ≈≈≈≈≈≈ ≈≈≈≈ ≈≈≈≈≈≈≈≈ — [52, 462, 340, 491]
value-cell — [613, 1221, 640, 1230]
value-cell: 71.183 — [558, 1294, 586, 1303]
value-cell: 4.906 — [504, 1193, 531, 1202]
table-row — [354, 1239, 640, 1248]
issue-date: Dienstag, 6. April 1915 — [1068, 24, 1256, 41]
illegible-text: ≈≈≈ ≈≈≈≈≈≈ ≈≈≈≈ ≈≈≈≈≈ ≈≈≈≈≈≈≈ ≈≈≈ ≈≈≈≈≈ ≈≈≈≈≈≈ ≈≈ ≈≈≈≈≈ ≈≈≈≈≈≈≈≈ ≈≈≈≈ ≈≈≈ ≈≈≈≈≈≈ ≈≈≈≈ ≈≈≈≈≈ ≈≈≈≈≈≈≈ ≈≈ ≈≈≈≈ ≈≈≈≈≈≈ ≈≈≈≈ ≈≈≈≈≈≈≈≈ — [653, 1084, 941, 1113]
illegible-text: ≈≈≈ ≈≈≈≈≈≈ ≈≈≈≈ ≈≈≈≈≈ ≈≈≈≈≈≈≈ ≈≈≈ ≈≈≈≈≈ ≈≈≈≈≈≈ ≈≈ ≈≈≈≈≈ ≈≈≈≈≈≈≈≈ ≈≈≈≈ ≈≈≈ ≈≈≈≈≈≈ ≈≈≈≈ ≈≈≈≈≈ ≈≈≈≈≈≈≈ ≈≈ ≈≈≈≈ ≈≈≈≈≈≈ ≈≈≈≈ ≈≈≈≈≈≈≈≈ — [954, 428, 1260, 456]
article-paragraph: Aus Düsseldorf, 5. d. M., wird uns geschrieben: Die sämtlichen in Rheinland-Westfalen bestehenden Brauerverbände sind übereingekommen, die Bierpreise um 3 Mark pro Hektoliter zu erhöhen. — [353, 1831, 640, 1870]
quote-value: fest — [1064, 1151, 1111, 1160]
cotton-stats-table — [954, 728, 1260, 775]
table-row — [954, 1160, 1260, 1169]
article-paragraph: Die Prioritätenkoupons der Staatsbahn lauten bekanntlich fast durchaus auf Francs- und Mark-Währung. — [353, 289, 640, 308]
value-cell: 10 950 000 — [1152, 738, 1206, 747]
article-title: * Oberrheinische Schiffahrt. — [954, 786, 1099, 796]
illegible-text: ≈≈≈ ≈≈≈≈≈≈ ≈≈≈≈ ≈≈≈≈≈ ≈≈≈≈≈≈≈ ≈≈≈ ≈≈≈≈≈ ≈≈≈≈≈≈ ≈≈ ≈≈≈≈≈ ≈≈≈≈≈≈≈≈ ≈≈≈≈ ≈≈≈ ≈≈≈≈≈≈ ≈≈≈≈ ≈≈≈≈≈ ≈≈≈≈≈≈≈ ≈≈ ≈≈≈≈ ≈≈≈≈≈≈ ≈≈≈≈ ≈≈≈≈≈≈≈≈ — [52, 1828, 340, 1856]
illegible-text: ≈≈≈ ≈≈≈≈≈≈ ≈≈≈≈ ≈≈≈≈≈ ≈≈≈≈≈≈≈ ≈≈≈ ≈≈≈≈≈ ≈≈≈≈≈≈ ≈≈ ≈≈≈≈≈ ≈≈≈≈≈≈≈≈ ≈≈≈≈ ≈≈≈ ≈≈≈≈≈≈ ≈≈≈≈ ≈≈≈≈≈ ≈≈≈≈≈≈≈ ≈≈ ≈≈≈≈ ≈≈≈≈≈≈ ≈≈≈≈ ≈≈≈≈≈≈≈≈ — [52, 529, 340, 558]
year-header: 1907 — [394, 1175, 422, 1184]
illegible-text: ≈≈≈ ≈≈≈≈≈≈ ≈≈≈≈ ≈≈≈≈≈ ≈≈≈≈≈≈≈ ≈≈≈ ≈≈≈≈≈ ≈≈≈≈≈≈ ≈≈ ≈≈≈≈≈ ≈≈≈≈≈≈≈≈ ≈≈≈≈ ≈≈≈ ≈≈≈≈≈≈ ≈≈≈≈ ≈≈≈≈≈ ≈≈≈≈≈≈≈ ≈≈ ≈≈≈≈ ≈≈≈≈≈≈ ≈≈≈≈ ≈≈≈≈≈≈≈≈ — [353, 983, 640, 1011]
illegible-text: ≈≈≈ ≈≈≈≈≈≈ ≈≈≈≈ ≈≈≈≈≈ ≈≈≈≈≈≈≈ ≈≈≈ ≈≈≈≈≈ ≈≈≈≈≈≈ ≈≈ ≈≈≈≈≈ ≈≈≈≈≈≈≈≈ ≈≈≈≈ ≈≈≈ ≈≈≈≈≈≈ ≈≈≈≈ ≈≈≈≈≈ ≈≈≈≈≈≈≈ ≈≈ ≈≈≈≈ ≈≈≈≈≈≈ ≈≈≈≈ ≈≈≈≈≈≈≈≈ — [653, 226, 941, 254]
column-rule — [346, 55, 347, 1852]
value-cell: 5.015 — [585, 1285, 613, 1294]
subsection-heading: Wein. — [1093, 1443, 1120, 1453]
page-number: Nummer 96 Seite 4 — [56, 24, 214, 41]
table-row — [354, 1212, 640, 1221]
illegible-text: ≈≈≈ ≈≈≈≈≈≈ ≈≈≈≈ ≈≈≈≈≈ ≈≈≈≈≈≈≈ ≈≈≈ ≈≈≈≈≈ ≈≈≈≈≈≈ ≈≈ ≈≈≈≈≈ ≈≈≈≈≈≈≈≈ ≈≈≈≈ ≈≈≈ ≈≈≈≈≈≈ ≈≈≈≈ ≈≈≈≈≈ ≈≈≈≈≈≈≈ ≈≈ ≈≈≈≈ ≈≈≈≈≈≈ ≈≈≈≈ ≈≈≈≈≈≈≈≈ — [954, 1410, 1260, 1439]
value-cell: 51.428 — [449, 1294, 476, 1303]
quote-name: Union Pacific — [1111, 1215, 1215, 1224]
illegible-text: ≈≈≈ ≈≈≈≈≈≈ ≈≈≈≈ ≈≈≈≈≈ ≈≈≈≈≈≈≈ ≈≈≈ ≈≈≈≈≈ ≈≈≈≈≈≈ ≈≈ ≈≈≈≈≈ ≈≈≈≈≈≈≈≈ ≈≈≈≈ ≈≈≈ ≈≈≈≈≈≈ ≈≈≈≈ ≈≈≈≈≈ ≈≈≈≈≈≈≈ ≈≈ ≈≈≈≈ ≈≈≈≈≈≈ ≈≈≈≈ ≈≈≈≈≈≈≈≈ — [653, 359, 941, 388]
illegible-text: ≈≈≈ ≈≈≈≈≈≈ ≈≈≈≈ ≈≈≈≈≈ ≈≈≈≈≈≈≈ ≈≈≈ ≈≈≈≈≈ ≈≈≈≈≈≈ ≈≈ ≈≈≈≈≈ ≈≈≈≈≈≈≈≈ ≈≈≈≈ ≈≈≈ ≈≈≈≈≈≈ ≈≈≈≈ ≈≈≈≈≈ ≈≈≈≈≈≈≈ ≈≈ ≈≈≈≈ ≈≈≈≈≈≈ ≈≈≈≈ ≈≈≈≈≈≈≈≈ — [653, 1185, 941, 1213]
illegible-text: ≈≈≈ ≈≈≈≈≈≈ ≈≈≈≈ ≈≈≈≈≈ ≈≈≈≈≈≈≈ ≈≈≈ ≈≈≈≈≈ ≈≈≈≈≈≈ ≈≈ ≈≈≈≈≈ ≈≈≈≈≈≈≈≈ ≈≈≈≈ ≈≈≈ ≈≈≈≈≈≈ ≈≈≈≈ ≈≈≈≈≈ ≈≈≈≈≈≈≈ ≈≈ ≈≈≈≈ ≈≈≈≈≈≈ ≈≈≈≈ ≈≈≈≈≈≈≈≈ — [954, 662, 1260, 690]
table-body — [354, 1184, 640, 1313]
illegible-text: ≈≈≈ ≈≈≈≈≈≈ ≈≈≈≈ ≈≈≈≈≈ ≈≈≈≈≈≈≈ ≈≈≈ ≈≈≈≈≈ ≈≈≈≈≈≈ ≈≈ ≈≈≈≈≈ ≈≈≈≈≈≈≈≈ ≈≈≈≈ ≈≈≈ ≈≈≈≈≈≈ ≈≈≈≈ ≈≈≈≈≈ ≈≈≈≈≈≈≈ ≈≈ ≈≈≈≈ ≈≈≈≈≈≈ ≈≈≈≈ ≈≈≈≈≈≈≈≈ — [52, 2062, 340, 2091]
table-row — [954, 1187, 1260, 1196]
illegible-text: ≈≈≈ ≈≈≈≈≈≈ ≈≈≈≈ ≈≈≈≈≈ ≈≈≈≈≈≈≈ ≈≈≈ ≈≈≈≈≈ ≈≈≈≈≈≈ ≈≈ ≈≈≈≈≈ ≈≈≈≈≈≈≈≈ ≈≈≈≈ ≈≈≈ ≈≈≈≈≈≈ ≈≈≈≈ ≈≈≈≈≈ ≈≈≈≈≈≈≈ ≈≈ ≈≈≈≈ ≈≈≈≈≈≈ ≈≈≈≈ ≈≈≈≈≈≈≈≈ — [653, 2447, 941, 2475]
illegible-text: ≈≈≈ ≈≈≈≈≈≈ ≈≈≈≈ ≈≈≈≈≈ ≈≈≈≈≈≈≈ ≈≈≈ ≈≈≈≈≈ ≈≈≈≈≈≈ ≈≈ ≈≈≈≈≈ ≈≈≈≈≈≈≈≈ ≈≈≈≈ ≈≈≈ ≈≈≈≈≈≈ ≈≈≈≈ ≈≈≈≈≈ ≈≈≈≈≈≈≈ ≈≈ ≈≈≈≈ ≈≈≈≈≈≈ ≈≈≈≈ ≈≈≈≈≈≈≈≈ — [52, 630, 340, 658]
illegible-text: ≈≈≈ ≈≈≈≈≈≈ ≈≈≈≈ ≈≈≈≈≈ ≈≈≈≈≈≈≈ ≈≈≈ ≈≈≈≈≈ ≈≈≈≈≈≈ ≈≈ ≈≈≈≈≈ ≈≈≈≈≈≈≈≈ ≈≈≈≈ ≈≈≈ ≈≈≈≈≈≈ ≈≈≈≈ ≈≈≈≈≈ ≈≈≈≈≈≈≈ ≈≈ ≈≈≈≈ ≈≈≈≈≈≈ ≈≈≈≈ ≈≈≈≈≈≈≈≈ — [653, 2380, 941, 2408]
section-title: Frankfurter Handelsblatt. — [119, 57, 274, 102]
article-separator — [439, 1809, 554, 1810]
article-title: * Löbauer Bank, Löbau i. S. — [653, 634, 794, 644]
illegible-text: ≈≈≈ ≈≈≈≈≈≈ ≈≈≈≈ ≈≈≈≈≈ ≈≈≈≈≈≈≈ ≈≈≈ ≈≈≈≈≈ ≈≈≈≈≈≈ ≈≈ ≈≈≈≈≈ ≈≈≈≈≈≈≈≈ ≈≈≈≈ ≈≈≈ ≈≈≈≈≈≈ ≈≈≈≈ ≈≈≈≈≈ ≈≈≈≈≈≈≈ ≈≈ ≈≈≈≈ ≈≈≈≈≈≈ ≈≈≈≈ ≈≈≈≈≈≈≈≈ — [52, 1466, 340, 1494]
illegible-text: ≈≈≈ ≈≈≈≈≈≈ ≈≈≈≈ ≈≈≈≈≈ ≈≈≈≈≈≈≈ ≈≈≈ ≈≈≈≈≈ ≈≈≈≈≈≈ ≈≈ ≈≈≈≈≈ ≈≈≈≈≈≈≈≈ ≈≈≈≈ ≈≈≈ ≈≈≈≈≈≈ ≈≈≈≈ ≈≈≈≈≈ ≈≈≈≈≈≈≈ ≈≈ ≈≈≈≈ ≈≈≈≈≈≈ ≈≈≈≈ ≈≈≈≈≈≈≈≈ — [52, 2263, 340, 2291]
table-header-row — [954, 729, 1260, 738]
illegible-text: ≈≈≈ ≈≈≈≈≈≈ ≈≈≈≈ ≈≈≈≈≈ ≈≈≈≈≈≈≈ ≈≈≈ ≈≈≈≈≈ ≈≈≈≈≈≈ ≈≈ ≈≈≈≈≈ ≈≈≈≈≈≈≈≈ ≈≈≈≈ ≈≈≈ ≈≈≈≈≈≈ ≈≈≈≈ ≈≈≈≈≈ ≈≈≈≈≈≈≈ ≈≈ ≈≈≈≈ ≈≈≈≈≈≈ ≈≈≈≈ ≈≈≈≈≈≈≈≈ — [353, 1875, 640, 1903]
illegible-text: ≈≈≈ ≈≈≈≈≈≈ ≈≈≈≈ ≈≈≈≈≈ ≈≈≈≈≈≈≈ ≈≈≈ ≈≈≈≈≈ ≈≈≈≈≈≈ ≈≈ ≈≈≈≈≈ ≈≈≈≈≈≈≈≈ ≈≈≈≈ ≈≈≈ ≈≈≈≈≈≈ ≈≈≈≈ ≈≈≈≈≈ ≈≈≈≈≈≈≈ ≈≈ ≈≈≈≈ ≈≈≈≈≈≈ ≈≈≈≈ ≈≈≈≈≈≈≈≈ — [353, 882, 640, 910]
illegible-text: ≈≈≈ ≈≈≈≈≈≈ ≈≈≈≈ ≈≈≈≈≈ ≈≈≈≈≈≈≈ ≈≈≈ ≈≈≈≈≈ ≈≈≈≈≈≈ ≈≈ ≈≈≈≈≈ ≈≈≈≈≈≈≈≈ ≈≈≈≈ ≈≈≈ ≈≈≈≈≈≈ ≈≈≈≈ ≈≈≈≈≈ ≈≈≈≈≈≈≈ ≈≈ ≈≈≈≈ ≈≈≈≈≈≈ ≈≈≈≈ ≈≈≈≈≈≈≈≈ — [353, 1507, 640, 1536]
value-cell: 5.313 — [613, 1202, 640, 1212]
illegible-text: ≈≈≈ ≈≈≈≈≈≈ ≈≈≈≈ ≈≈≈≈≈ ≈≈≈≈≈≈≈ ≈≈≈ ≈≈≈≈≈ ≈≈≈≈≈≈ ≈≈ ≈≈≈≈≈ ≈≈≈≈≈≈≈≈ ≈≈≈≈ ≈≈≈ ≈≈≈≈≈≈ ≈≈≈≈ ≈≈≈≈≈ ≈≈≈≈≈≈≈ ≈≈ ≈≈≈≈ ≈≈≈≈≈≈ ≈≈≈≈ ≈≈≈≈≈≈≈≈ — [52, 1500, 340, 1528]
illegible-text: ≈≈≈ ≈≈≈≈≈≈ ≈≈≈≈ ≈≈≈≈≈ ≈≈≈≈≈≈≈ ≈≈≈ ≈≈≈≈≈ ≈≈≈≈≈≈ ≈≈ ≈≈≈≈≈ ≈≈≈≈≈≈≈≈ ≈≈≈≈ ≈≈≈ ≈≈≈≈≈≈ ≈≈≈≈ ≈≈≈≈≈ ≈≈≈≈≈≈≈ ≈≈ ≈≈≈≈ ≈≈≈≈≈≈ ≈≈≈≈ ≈≈≈≈≈≈≈≈ — [353, 190, 640, 218]
table-row — [954, 747, 1260, 756]
quote-value: 110 — [1215, 1160, 1259, 1169]
table-row — [954, 1169, 1260, 1178]
value-cell — [613, 1239, 640, 1248]
illegible-text: ≈≈≈ ≈≈≈≈≈≈ ≈≈≈≈ ≈≈≈≈≈ ≈≈≈≈≈≈≈ ≈≈≈ ≈≈≈≈≈ ≈≈≈≈≈≈ ≈≈ ≈≈≈≈≈ ≈≈≈≈≈≈≈≈ ≈≈≈≈ ≈≈≈ ≈≈≈≈≈≈ ≈≈≈≈ ≈≈≈≈≈ ≈≈≈≈≈≈≈ ≈≈ ≈≈≈≈ ≈≈≈≈≈≈ ≈≈≈≈ ≈≈≈≈≈≈≈≈ — [353, 581, 640, 609]
column-2 — [353, 55, 640, 2204]
value-cell: 13 708 000 — [1152, 766, 1206, 775]
illegible-text: ≈≈≈ ≈≈≈≈≈≈ ≈≈≈≈ ≈≈≈≈≈ ≈≈≈≈≈≈≈ ≈≈≈ ≈≈≈≈≈ ≈≈≈≈≈≈ ≈≈ ≈≈≈≈≈ ≈≈≈≈≈≈≈≈ ≈≈≈≈ ≈≈≈ ≈≈≈≈≈≈ ≈≈≈≈ ≈≈≈≈≈ ≈≈≈≈≈≈≈ ≈≈ ≈≈≈≈ ≈≈≈≈≈≈ ≈≈≈≈ ≈≈≈≈≈≈≈≈ — [353, 615, 640, 643]
illegible-text: ≈≈≈ ≈≈≈≈≈≈ ≈≈≈≈ ≈≈≈≈≈ ≈≈≈≈≈≈≈ ≈≈≈ ≈≈≈≈≈ ≈≈≈≈≈≈ ≈≈ ≈≈≈≈≈ ≈≈≈≈≈≈≈≈ ≈≈≈≈ ≈≈≈ ≈≈≈≈≈≈ ≈≈≈≈ ≈≈≈≈≈ ≈≈≈≈≈≈≈ ≈≈ ≈≈≈≈ ≈≈≈≈≈≈ ≈≈≈≈ ≈≈≈≈≈≈≈≈ — [954, 628, 1260, 657]
label-cell: Im ganzen in Sicht am 26. März — [954, 766, 1098, 775]
value-cell: 6.018 — [585, 1193, 613, 1202]
illegible-text: ≈≈≈ ≈≈≈≈≈≈ ≈≈≈≈ ≈≈≈≈≈ ≈≈≈≈≈≈≈ ≈≈≈ ≈≈≈≈≈ ≈≈≈≈≈≈ ≈≈ ≈≈≈≈≈ ≈≈≈≈≈≈≈≈ ≈≈≈≈ ≈≈≈ ≈≈≈≈≈≈ ≈≈≈≈ ≈≈≈≈≈ ≈≈≈≈≈≈≈ ≈≈ ≈≈≈≈ ≈≈≈≈≈≈ ≈≈≈≈ ≈≈≈≈≈≈≈≈ — [52, 2096, 340, 2124]
illegible-text: ≈≈≈ ≈≈≈≈≈≈ ≈≈≈≈ ≈≈≈≈≈ ≈≈≈≈≈≈≈ ≈≈≈ ≈≈≈≈≈ ≈≈≈≈≈≈ ≈≈ ≈≈≈≈≈ ≈≈≈≈≈≈≈≈ ≈≈≈≈ ≈≈≈ ≈≈≈≈≈≈ ≈≈≈≈ ≈≈≈≈≈ ≈≈≈≈≈≈≈ ≈≈ ≈≈≈≈ ≈≈≈≈≈≈ ≈≈≈≈ ≈≈≈≈≈≈≈≈ — [52, 362, 340, 390]
quote-value: 25 7/8 — [1215, 1151, 1259, 1160]
quote-value: 100 1/2 — [1064, 1206, 1111, 1215]
value-cell: 4.327 — [449, 1257, 476, 1267]
illegible-text: ≈≈≈ ≈≈≈≈≈≈ ≈≈≈≈ ≈≈≈≈≈ ≈≈≈≈≈≈≈ ≈≈≈ ≈≈≈≈≈ ≈≈≈≈≈≈ ≈≈ ≈≈≈≈≈ ≈≈≈≈≈≈≈≈ ≈≈≈≈ ≈≈≈ ≈≈≈≈≈≈ ≈≈≈≈ ≈≈≈≈≈ ≈≈≈≈≈≈≈ ≈≈ ≈≈≈≈ ≈≈≈≈≈≈ ≈≈≈≈ ≈≈≈≈≈≈≈≈ — [653, 2096, 941, 2124]
quote-name: New York Central — [1111, 1178, 1215, 1187]
illegible-text: ≈≈≈ ≈≈≈≈≈≈ ≈≈≈≈ ≈≈≈≈≈ ≈≈≈≈≈≈≈ ≈≈≈ ≈≈≈≈≈ ≈≈≈≈≈≈ ≈≈ ≈≈≈≈≈ ≈≈≈≈≈≈≈≈ ≈≈≈≈ ≈≈≈ ≈≈≈≈≈≈ ≈≈≈≈ ≈≈≈≈≈ ≈≈≈≈≈≈≈ ≈≈ ≈≈≈≈ ≈≈≈≈≈≈ ≈≈≈≈ ≈≈≈≈≈≈≈≈ — [653, 426, 941, 455]
illegible-text: ≈≈≈ ≈≈≈≈≈≈ ≈≈≈≈ ≈≈≈≈≈ ≈≈≈≈≈≈≈ ≈≈≈ ≈≈≈≈≈ ≈≈≈≈≈≈ ≈≈ ≈≈≈≈≈ ≈≈≈≈≈≈≈≈ ≈≈≈≈ ≈≈≈ ≈≈≈≈≈≈ ≈≈≈≈ ≈≈≈≈≈ ≈≈≈≈≈≈≈ ≈≈ ≈≈≈≈ ≈≈≈≈≈≈ ≈≈≈≈ ≈≈≈≈≈≈≈≈ — [653, 560, 941, 588]
illegible-text: ≈≈≈ ≈≈≈≈≈≈ ≈≈≈≈ ≈≈≈≈≈ ≈≈≈≈≈≈≈ ≈≈≈ ≈≈≈≈≈ ≈≈≈≈≈≈ ≈≈ ≈≈≈≈≈ ≈≈≈≈≈≈≈≈ ≈≈≈≈ ≈≈≈ ≈≈≈≈≈≈ ≈≈≈≈ ≈≈≈≈≈ ≈≈≈≈≈≈≈ ≈≈ ≈≈≈≈ ≈≈≈≈≈≈ ≈≈≈≈ ≈≈≈≈≈≈≈≈ — [954, 859, 1260, 887]
table-row — [354, 1193, 640, 1202]
value-cell: 4.480 — [476, 1193, 504, 1202]
illegible-text: ≈≈≈ ≈≈≈≈≈≈ ≈≈≈≈ ≈≈≈≈≈ ≈≈≈≈≈≈≈ ≈≈≈ ≈≈≈≈≈ ≈≈≈≈≈≈ ≈≈ ≈≈≈≈≈ ≈≈≈≈≈≈≈≈ ≈≈≈≈ ≈≈≈ ≈≈≈≈≈≈ ≈≈≈≈ ≈≈≈≈≈ ≈≈≈≈≈≈≈ ≈≈ ≈≈≈≈ ≈≈≈≈≈≈ ≈≈≈≈ ≈≈≈≈≈≈≈≈ — [954, 892, 1260, 920]
illegible-text: ≈≈≈ ≈≈≈≈≈≈ ≈≈≈≈ ≈≈≈≈≈ ≈≈≈≈≈≈≈ ≈≈≈ ≈≈≈≈≈ ≈≈≈≈≈≈ ≈≈ ≈≈≈≈≈ ≈≈≈≈≈≈≈≈ ≈≈≈≈ ≈≈≈ ≈≈≈≈≈≈ ≈≈≈≈ ≈≈≈≈≈ ≈≈≈≈≈≈≈ ≈≈ ≈≈≈≈ ≈≈≈≈≈≈ ≈≈≈≈ ≈≈≈≈≈≈≈≈ — [954, 361, 1260, 389]
table-row — [954, 738, 1260, 747]
illegible-text: ≈≈≈ ≈≈≈≈≈≈ ≈≈≈≈ ≈≈≈≈≈ ≈≈≈≈≈≈≈ ≈≈≈ ≈≈≈≈≈ ≈≈≈≈≈≈ ≈≈ ≈≈≈≈≈ ≈≈≈≈≈≈≈≈ ≈≈≈≈ ≈≈≈ ≈≈≈≈≈≈ ≈≈≈≈ ≈≈≈≈≈ ≈≈≈≈≈≈≈ ≈≈ ≈≈≈≈ ≈≈≈≈≈≈ ≈≈≈≈ ≈≈≈≈≈≈≈≈ — [353, 314, 640, 342]
illegible-text: ≈≈≈ ≈≈≈≈≈≈ ≈≈≈≈ ≈≈≈≈≈ ≈≈≈≈≈≈≈ ≈≈≈ ≈≈≈≈≈ ≈≈≈≈≈≈ ≈≈ ≈≈≈≈≈ ≈≈≈≈≈≈≈≈ ≈≈≈≈ ≈≈≈ ≈≈≈≈≈≈ ≈≈≈≈ ≈≈≈≈≈ ≈≈≈≈≈≈≈ ≈≈ ≈≈≈≈ ≈≈≈≈≈≈ ≈≈≈≈ ≈≈≈≈≈≈≈≈ — [52, 864, 340, 892]
illegible-text: ≈≈≈ ≈≈≈≈≈≈ ≈≈≈≈ ≈≈≈≈≈ ≈≈≈≈≈≈≈ ≈≈≈ ≈≈≈≈≈ ≈≈≈≈≈≈ ≈≈ ≈≈≈≈≈ ≈≈≈≈≈≈≈≈ ≈≈≈≈ ≈≈≈ ≈≈≈≈≈≈ ≈≈≈≈ ≈≈≈≈≈ ≈≈≈≈≈≈≈ ≈≈ ≈≈≈≈ ≈≈≈≈≈≈ ≈≈≈≈ ≈≈≈≈≈≈≈≈ — [353, 1742, 640, 1770]
illegible-text: ≈≈≈ ≈≈≈≈≈≈ ≈≈≈≈ ≈≈≈≈≈ ≈≈≈≈≈≈≈ ≈≈≈ ≈≈≈≈≈ ≈≈≈≈≈≈ ≈≈ ≈≈≈≈≈ ≈≈≈≈≈≈≈≈ ≈≈≈≈ ≈≈≈ ≈≈≈≈≈≈ ≈≈≈≈ ≈≈≈≈≈ ≈≈≈≈≈≈≈ ≈≈ ≈≈≈≈ ≈≈≈≈≈≈ ≈≈≈≈ ≈≈≈≈≈≈≈≈ — [954, 926, 1260, 954]
month-cell: Oktober — [354, 1267, 395, 1276]
value-cell: 4.816 — [585, 1267, 613, 1276]
value-cell: 3.399 — [394, 1184, 422, 1193]
table-row — [954, 1215, 1260, 1224]
illegible-text: ≈≈≈ ≈≈≈≈≈≈ ≈≈≈≈ ≈≈≈≈≈ ≈≈≈≈≈≈≈ ≈≈≈ ≈≈≈≈≈ ≈≈≈≈≈≈ ≈≈ ≈≈≈≈≈ ≈≈≈≈≈≈≈≈ ≈≈≈≈ ≈≈≈ ≈≈≈≈≈≈ ≈≈≈≈ ≈≈≈≈≈ ≈≈≈≈≈≈≈ ≈≈ ≈≈≈≈ ≈≈≈≈≈≈ ≈≈≈≈ ≈≈≈≈≈≈≈≈ — [52, 1862, 340, 1890]
illegible-text: ≈≈≈ ≈≈≈≈≈≈ ≈≈≈≈ ≈≈≈≈≈ ≈≈≈≈≈≈≈ ≈≈≈ ≈≈≈≈≈ ≈≈≈≈≈≈ ≈≈ ≈≈≈≈≈ ≈≈≈≈≈≈≈≈ ≈≈≈≈ ≈≈≈ ≈≈≈≈≈≈ ≈≈≈≈ ≈≈≈≈≈ ≈≈≈≈≈≈≈ ≈≈ ≈≈≈≈ ≈≈≈≈≈≈ ≈≈≈≈ ≈≈≈≈≈≈≈≈ — [954, 595, 1260, 623]
value-cell: 11 752 000 — [1206, 738, 1260, 747]
value-cell: 3.890 — [585, 1248, 613, 1257]
value-cell: 5.155 — [504, 1212, 531, 1221]
value-cell: 6.197 — [531, 1285, 558, 1294]
illegible-text: ≈≈≈ ≈≈≈≈≈≈ ≈≈≈≈ ≈≈≈≈≈ ≈≈≈≈≈≈≈ ≈≈≈ ≈≈≈≈≈ ≈≈≈≈≈≈ ≈≈ ≈≈≈≈≈ ≈≈≈≈≈≈≈≈ ≈≈≈≈ ≈≈≈ ≈≈≈≈≈≈ ≈≈≈≈ ≈≈≈≈≈ ≈≈≈≈≈≈≈ ≈≈ ≈≈≈≈ ≈≈≈≈≈≈ ≈≈≈≈ ≈≈≈≈≈≈≈≈ — [653, 527, 941, 555]
illegible-text: ≈≈≈ ≈≈≈≈≈≈ ≈≈≈≈ ≈≈≈≈≈ ≈≈≈≈≈≈≈ ≈≈≈ ≈≈≈≈≈ ≈≈≈≈≈≈ ≈≈ ≈≈≈≈≈ ≈≈≈≈≈≈≈≈ ≈≈≈≈ ≈≈≈ ≈≈≈≈≈≈ ≈≈≈≈ ≈≈≈≈≈ ≈≈≈≈≈≈≈ ≈≈ ≈≈≈≈ ≈≈≈≈≈≈ ≈≈≈≈ ≈≈≈≈≈≈≈≈ — [52, 663, 340, 691]
value-cell: 2 400 000 — [1206, 756, 1260, 766]
quote-name: Silber Bullion — [954, 1196, 1065, 1206]
value-cell: 3.506 — [394, 1248, 422, 1257]
illegible-text: ≈≈≈ ≈≈≈≈≈≈ ≈≈≈≈ ≈≈≈≈≈ ≈≈≈≈≈≈≈ ≈≈≈ ≈≈≈≈≈ ≈≈≈≈≈≈ ≈≈ ≈≈≈≈≈ ≈≈≈≈≈≈≈≈ ≈≈≈≈ ≈≈≈ ≈≈≈≈≈≈ ≈≈≈≈ ≈≈≈≈≈ ≈≈≈≈≈≈≈ ≈≈ ≈≈≈≈ ≈≈≈≈≈≈ ≈≈≈≈ ≈≈≈≈≈≈≈≈ — [353, 748, 640, 777]
illegible-text: ≈≈≈ ≈≈≈≈≈≈ ≈≈≈≈ ≈≈≈≈≈ ≈≈≈≈≈≈≈ ≈≈≈ ≈≈≈≈≈ ≈≈≈≈≈≈ ≈≈ ≈≈≈≈≈ ≈≈≈≈≈≈≈≈ ≈≈≈≈ ≈≈≈ ≈≈≈≈≈≈ ≈≈≈≈ ≈≈≈≈≈ ≈≈≈≈≈≈≈ ≈≈ ≈≈≈≈ ≈≈≈≈≈≈ ≈≈≈≈ ≈≈≈≈≈≈≈≈ — [353, 1608, 640, 1636]
value-cell: 3.634 — [394, 1239, 422, 1248]
value-cell: 3.500 — [422, 1193, 449, 1202]
quote-name: Southern Pacific — [1111, 1206, 1215, 1215]
value-cell: 45.581 — [422, 1294, 449, 1303]
article-title: Königl. Universitätsdruckerei H. Stürtz A.-G., Würzburg. — [653, 1978, 888, 2000]
illegible-text: ≈≈≈ ≈≈≈≈≈≈ ≈≈≈≈ ≈≈≈≈≈ ≈≈≈≈≈≈≈ ≈≈≈ ≈≈≈≈≈ ≈≈≈≈≈≈ ≈≈ ≈≈≈≈≈ ≈≈≈≈≈≈≈≈ ≈≈≈≈ ≈≈≈ ≈≈≈≈≈≈ ≈≈≈≈ ≈≈≈≈≈ ≈≈≈≈≈≈≈ ≈≈ ≈≈≈≈ ≈≈≈≈≈≈ ≈≈≈≈ ≈≈≈≈≈≈≈≈ — [52, 830, 340, 859]
illegible-text: ≈≈≈ ≈≈≈≈≈≈ ≈≈≈≈ ≈≈≈≈≈ ≈≈≈≈≈≈≈ ≈≈≈ ≈≈≈≈≈ ≈≈≈≈≈≈ ≈≈ ≈≈≈≈≈ ≈≈≈≈≈≈≈≈ ≈≈≈≈ ≈≈≈ ≈≈≈≈≈≈ ≈≈≈≈ ≈≈≈≈≈ ≈≈≈≈≈≈≈ ≈≈ ≈≈≈≈ ≈≈≈≈≈≈ ≈≈≈≈ ≈≈≈≈≈≈≈≈ — [52, 998, 340, 1026]
value-cell: 9 163 000 — [1206, 747, 1260, 756]
value-cell: 10.776 — [394, 1303, 422, 1313]
article-paragraph: Würzburg, 5. April. Im Weingeschäft war in der letzten Woche wieder einige Belebung zu bemerken. — [954, 1458, 1260, 1477]
illegible-text: ≈≈≈ ≈≈≈≈≈≈ ≈≈≈≈ ≈≈≈≈≈ ≈≈≈≈≈≈≈ ≈≈≈ ≈≈≈≈≈ ≈≈≈≈≈≈ ≈≈ ≈≈≈≈≈ ≈≈≈≈≈≈≈≈ ≈≈≈≈ ≈≈≈ ≈≈≈≈≈≈ ≈≈≈≈ ≈≈≈≈≈ ≈≈≈≈≈≈≈ ≈≈ ≈≈≈≈ ≈≈≈≈≈≈ ≈≈≈≈ ≈≈≈≈≈≈≈≈ — [653, 1479, 941, 1507]
illegible-text: ≈≈≈ ≈≈≈≈≈≈ ≈≈≈≈ ≈≈≈≈≈ ≈≈≈≈≈≈≈ ≈≈≈ ≈≈≈≈≈ ≈≈≈≈≈≈ ≈≈ ≈≈≈≈≈ ≈≈≈≈≈≈≈≈ ≈≈≈≈ ≈≈≈ ≈≈≈≈≈≈ ≈≈≈≈ ≈≈≈≈≈ ≈≈≈≈≈≈≈ ≈≈ ≈≈≈≈ ≈≈≈≈≈≈ ≈≈≈≈ ≈≈≈≈≈≈≈≈ — [653, 716, 941, 745]
table-row — [954, 1151, 1260, 1160]
illegible-text: ≈≈≈ ≈≈≈≈≈≈ ≈≈≈≈ ≈≈≈≈≈ ≈≈≈≈≈≈≈ ≈≈≈ ≈≈≈≈≈ ≈≈≈≈≈≈ ≈≈ ≈≈≈≈≈ ≈≈≈≈≈≈≈≈ ≈≈≈≈ ≈≈≈ ≈≈≈≈≈≈ ≈≈≈≈ ≈≈≈≈≈ ≈≈≈≈≈≈≈ ≈≈ ≈≈≈≈ ≈≈≈≈≈≈ ≈≈≈≈ ≈≈≈≈≈≈≈≈ — [52, 1995, 340, 2024]
illegible-text: ≈≈≈ ≈≈≈≈≈≈ ≈≈≈≈ ≈≈≈≈≈ ≈≈≈≈≈≈≈ ≈≈≈ ≈≈≈≈≈ ≈≈≈≈≈≈ ≈≈ ≈≈≈≈≈ ≈≈≈≈≈≈≈≈ ≈≈≈≈ ≈≈≈ ≈≈≈≈≈≈ ≈≈≈≈ ≈≈≈≈≈ ≈≈≈≈≈≈≈ ≈≈ ≈≈≈≈ ≈≈≈≈≈≈ ≈≈≈≈ ≈≈≈≈≈≈≈≈ — [653, 2129, 941, 2157]
illegible-text: ≈≈≈ ≈≈≈≈≈≈ ≈≈≈≈ ≈≈≈≈≈ ≈≈≈≈≈≈≈ ≈≈≈ ≈≈≈≈≈ ≈≈≈≈≈≈ ≈≈ ≈≈≈≈≈ ≈≈≈≈≈≈≈≈ ≈≈≈≈ ≈≈≈ ≈≈≈≈≈≈ ≈≈≈≈ ≈≈≈≈≈ ≈≈≈≈≈≈≈ ≈≈ ≈≈≈≈ ≈≈≈≈≈≈ ≈≈≈≈ ≈≈≈≈≈≈≈≈ — [52, 228, 340, 256]
table-row — [954, 756, 1260, 766]
table-row — [354, 1248, 640, 1257]
reprint-note: Wiedergabe der mit * bezeichneten Artikel und der Privat-Depeschen ist unter Wahrung der gesetzlichen Bestimmungen nur mit deutlicher Quellenangabe „Frkf. Ztg.“ gestattet. — [62, 106, 330, 129]
illegible-text: ≈≈≈ ≈≈≈≈≈≈ ≈≈≈≈ ≈≈≈≈≈ ≈≈≈≈≈≈≈ ≈≈≈ ≈≈≈≈≈ ≈≈≈≈≈≈ ≈≈ ≈≈≈≈≈ ≈≈≈≈≈≈≈≈ ≈≈≈≈ ≈≈≈ ≈≈≈≈≈≈ ≈≈≈≈ ≈≈≈≈≈ ≈≈≈≈≈≈≈ ≈≈ ≈≈≈≈ ≈≈≈≈≈≈ ≈≈≈≈ ≈≈≈≈≈≈≈≈ — [52, 931, 340, 959]
value-cell: 3.299 — [394, 1193, 422, 1202]
